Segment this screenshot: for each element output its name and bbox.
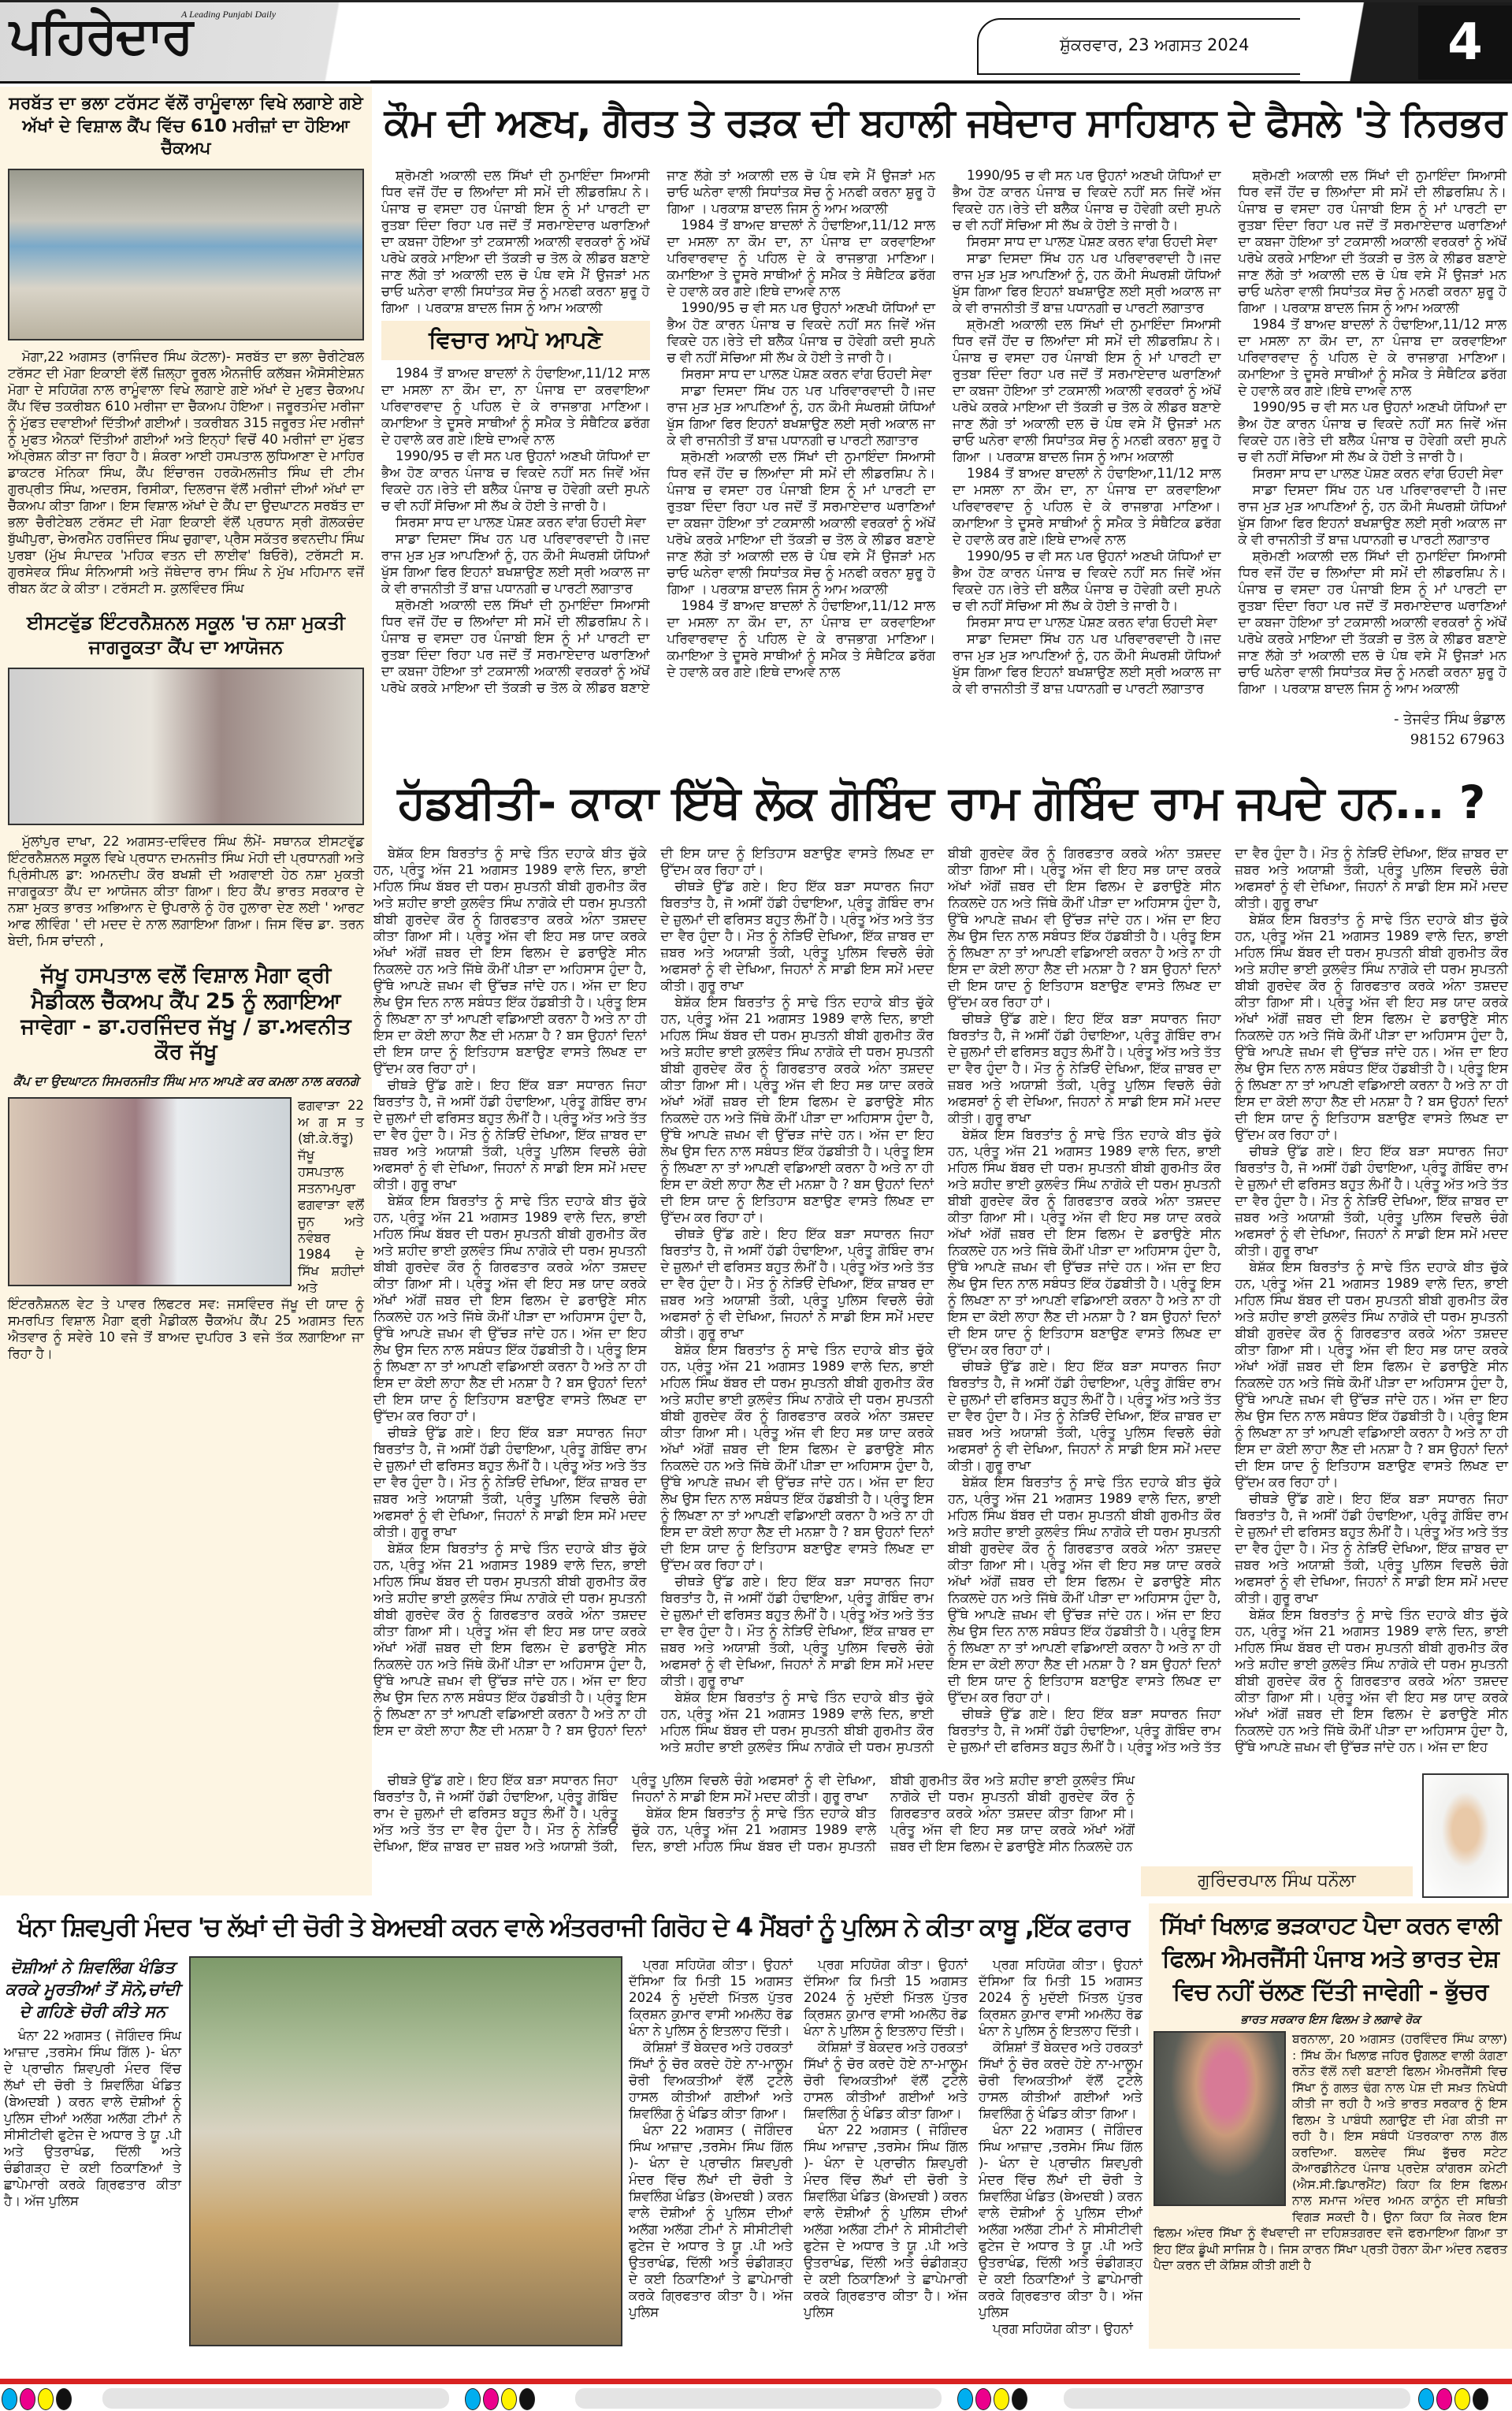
article-paragraph-continued: ਬੇਸ਼ੱਕ ਇਸ ਬਿਰਤਾਂਤ ਨੂੰ ਸਾਢੇ ਤਿੰਨ ਦਹਾਕੇ ਬੀਤ ਚੁੱਕੇ ਹਨ, ਪ੍ਰੰਤੂ ਅੱਜ 21 ਅਗਸਤ 1989 ਵਾਲੇ ਦਿਨ, ਭਾਈ ਮਹਿਲ ਸਿੰਘ ਬੱਬਰ ਦੀ ਧਰਮ ਸੁਪਤਨੀ ਬੀਬੀ ਗੁਰਮੀਤ ਕੌਰ ਅਤੇ ਸ਼ਹੀਦ ਭਾਈ ਕੁਲਵੰਤ ਸਿੰਘ ਨਾਗੋਕੇ ਦੀ ਧਰਮ ਸੁਪਤਨੀ ਬੀਬੀ ਗੁਰਦੇਵ ਕੌਰ ਨੂੰ ਗਿਰਫਤਾਰ ਕਰਕੇ ਅੰਨਾ ਤਸ਼ਦਦ ਕੀਤਾ ਗਿਆ ਸੀ। ਪ੍ਰੰਤੂ ਅੱਜ ਵੀ ਇਹ ਸਭ ਯਾਦ ਕਰਕੇ ਅੱਖਾਂ ਅੱਗੋਂ ਜ਼ਬਰ ਦੀ ਇਸ ਫਿਲਮ ਦੇ ਡਰਾਉਣੇ ਸੀਨ ਨਿਕਲਦੇ ਹਨ ਅਤੇ ਜਿੱਥੇ ਕੌਮੀਂ ਪੀੜਾ ਦਾ ਅਹਿਸਾਸ ਹੁੰਦਾ ਹੈ, ਉੱਥੇ ਆਪਣੇ ਜ਼ਖਮ ਵੀ ਉੱਚੜ ਜਾਂਦੇ ਹਨ। ਅੱਜ ਦਾ ਇਹ	[1235, 1607, 1508, 1754]
feature-article-body	[373, 845, 1508, 1765]
article-paragraph: ਚੀਥੜੇ ਉੱਡ ਗਏ। ਇਹ ਇੱਕ ਬੜਾ ਸਧਾਰਨ ਜਿਹਾ ਬਿਰਤਾਂਤ ਹੈ, ਜੋ ਅਸੀਂ ਹੱਡੀ ਹੰਢਾਇਆ, ਪ੍ਰੰਤੂ ਗੋਬਿੰਦ ਰਾਮ ਦੇ ਜ਼ੁਲਮਾਂ ਦੀ ਫਰਿਸਤ ਬਹੁਤ ਲੰਮੀਂ ਹੈ। ਪ੍ਰੰਤੂ ਅੱਤ ਅਤੇ ਤੱਤ ਦਾ ਵੈਰ ਹੁੰਦਾ ਹੈ। ਮੌਤ ਨੂੰ ਨੇੜਿਓਂ ਦੇਖਿਆ, ਇੱਕ ਜ਼ਾਬਰ ਦਾ ਜ਼ਬਰ ਅਤੇ ਅਯਾਸ਼ੀ ਤੱਕੀ, ਪ੍ਰੰਤੂ ਪੁਲਿਸ ਵਿਚਲੇ ਚੰਗੇ ਅਫਸਰਾਂ ਨੂੰ ਵੀ ਦੇਖਿਆ, ਜਿਹਨਾਂ ਨੇ ਸਾਡੀ ਇਸ ਸਮੇਂ ਮਦਦ ਕੀਤੀ। ਗੁਰੂ ਰਾਖਾ	[1235, 1491, 1508, 1605]
article-paragraph: ਸਾਡਾ ਦਿਸਦਾ ਸਿੱਖ ਹਨ ਪਰ ਪਰਿਵਾਰਵਾਦੀ ਹੈ।ਜਦ ਰਾਜ ਮੁੜ ਮੁੜ ਆਪਣਿਆਂ ਨੂੰ, ਹਨ ਕੌਮੀ ਸੰਘਰਸ਼ੀ ਯੋਧਿਆਂ ਖੁੱਸ ਗਿਆ ਫਿਰ ਇਹਨਾਂ ਬਖਸ਼ਾਉਣ ਲਈ ਸ੍ਰੀ ਅਕਾਲ ਜਾ ਕੇ ਵੀ ਰਾਜਨੀਤੀ ਤੋਂ ਬਾਜ਼ ਪਧਾਨਗੀ ਚ ਪਾਰਟੀ ਲਗਾਤਾਰ	[381, 531, 650, 596]
registration-mark	[957, 2388, 1027, 2410]
eye-camp-headline: ਸਰਬੱਤ ਦਾ ਭਲਾ ਟਰੱਸਟ ਵੱਲੋਂ ਰਾਮੂੰਵਾਲਾ ਵਿਖੇ ਲਗਾਏ ਗਏ ਅੱਖਾਂ ਦੇ ਵਿਸ਼ਾਲ ਕੈਂਪ ਵਿੱਚ 610 ਮਰੀਜ਼ਾਂ ਦਾ ਹੋਇਆ ਚੈੱਕਅਪ	[9, 94, 363, 159]
lead-headline: ਕੌਮ ਦੀ ਅਣਖ, ਗੈਰਤ ਤੇ ਰੜਕ ਦੀ ਬਹਾਲੀ ਜਥੇਦਾਰ ਸਾਹਿਬਾਨ ਦੇ ਫੈਸਲੇ 'ਤੇ ਨਿਰਭਰ	[384, 100, 1506, 145]
article-paragraph: ਕੋਸ਼ਿਸ਼ਾਂ ਤੋਂ ਬੇਕਦਰ ਅਤੇ ਹਰਕਤਾਂ ਸਿੱਖਾਂ ਨੂੰ ਚੋਰ ਕਰਦੇ ਹੋਏ ਨਾ-ਮਾਲੂਮ ਚੋਰੀ ਵਿਅਕਤੀਆਂ ਵੱਲੋਂ ਟੁਟੇਲੇ ਹਾਸਲ ਕੀਤੀਆਂ ਗਈਆਂ ਅਤੇ ਸ਼ਿਵਲਿੰਗ ਨੂੰ ਖੰਡਿਤ ਕੀਤਾ ਗਿਆ।	[804, 2040, 968, 2121]
print-bar	[1064, 2388, 1410, 2409]
article-paragraph-continued: ਪ੍ਰਗ ਸਹਿਯੋਗ ਕੀਤਾ। ਉਹਨਾਂ	[993, 2321, 1133, 2336]
bhuchar-photo	[1154, 2031, 1286, 2206]
logo-panel	[0, 2, 370, 81]
emergency-headline: ਸਿੱਖਾਂ ਖਿਲਾਫ਼ ਭੜਕਾਹਟ ਪੈਦਾ ਕਰਨ ਵਾਲੀ ਫਿਲਮ ਐਮਰਜੈਂਸੀ ਪੰਜਾਬ ਅਤੇ ਭਾਰਤ ਦੇਸ਼ ਵਿਚ ਨਹੀਂ ਚੱਲਣ ਦਿੱਤੀ ਜਾਵੇਗੀ - ਭੁੱਚਰ	[1160, 1912, 1501, 2006]
article-paragraph: 1990/95 ਚ ਵੀ ਸਨ ਪਰ ਉਹਨਾਂ ਅਣਖੀ ਯੋਧਿਆਂ ਦਾ ਭੈਅ ਹੋਣ ਕਾਰਨ ਪੰਜਾਬ ਚ ਵਿਕਦੇ ਨਹੀਂ ਸਨ ਜਿਵੇਂ ਅੱਜ ਵਿਕਦੇ ਹਨ।ਰੇਤੇ ਦੀ ਬਲੈਕ ਪੰਜਾਬ ਚ ਹੋਵੇਗੀ ਕਦੀ ਸੁਪਨੇ ਚ ਵੀ ਨਹੀਂ ਸੋਚਿਆ ਸੀ ਲੱਖ ਕੇ ਹੋਈ ਤੇ ਜਾਰੀ ਹੈ।	[953, 549, 1221, 613]
article-paragraph: ਸ਼੍ਰੋਮਣੀ ਅਕਾਲੀ ਦਲ ਸਿੱਖਾਂ ਦੀ ਨੁਮਾਇੰਦਾ ਸਿਆਸੀ ਧਿਰ ਵਜੋਂ ਹੋਂਦ ਚ ਲਿਆਂਦਾ ਸੀ ਸਮੇਂ ਦੀ ਲੀਡਰਸ਼ਿਪ ਨੇ।ਪੰਜਾਬ ਚ ਵਸਦਾ ਹਰ ਪੰਜਾਬੀ ਇਸ ਨੂੰ ਮਾਂ ਪਾਰਟੀ ਦਾ ਰੁਤਬਾ ਦਿੰਦਾ ਰਿਹਾ ਪਰ ਜਦੋਂ ਤੋਂ ਸਰਮਾਏਦਾਰ ਘਰਾਣਿਆਂ ਦਾ ਕਬਜਾ ਹੋਇਆ ਤਾਂ ਟਕਸਾਲੀ ਅਕਾਲੀ ਵਰਕਰਾਂ ਨੂੰ ਅੱਖੋਂ ਪਰੋਖੇ ਕਰਕੇ ਮਾਇਆ ਦੀ ਤੱਕੜੀ ਚ ਤੋਲ ਕੇ ਲੀਡਰ ਬਣਾਏ ਜਾਣ ਲੱਗੇ ਤਾਂ ਅਕਾਲੀ ਦਲ ਚੋ ਪੰਥ ਵਸੇ ਮੈਂ ਉਜੜਾਂ ਮਨ ਚਾਓ ਘਨੇਰਾ ਵਾਲੀ ਸਿਧਾਂਤਕ ਸੋਚ ਨੂੰ ਮਨਫੀ ਕਰਨਾ ਸ਼ੁਰੂ ਹੋ ਗਿਆ । ਪਰਕਾਸ਼ ਬਾਦਲ ਜਿਸ ਨੂੰ ਆਮ ਅਕਾਲੀ	[381, 168, 935, 695]
bottom-article-body	[629, 1956, 1142, 2349]
article-paragraph: ਬੇਸ਼ੱਕ ਇਸ ਬਿਰਤਾਂਤ ਨੂੰ ਸਾਢੇ ਤਿੰਨ ਦਹਾਕੇ ਬੀਤ ਚੁੱਕੇ ਹਨ, ਪ੍ਰੰਤੂ ਅੱਜ 21 ਅਗਸਤ 1989 ਵਾਲੇ ਦਿਨ, ਭਾਈ ਮਹਿਲ ਸਿੰਘ ਬੱਬਰ ਦੀ ਧਰਮ ਸੁਪਤਨੀ ਬੀਬੀ ਗੁਰਮੀਤ ਕੌਰ ਅਤੇ ਸ਼ਹੀਦ ਭਾਈ ਕੁਲਵੰਤ ਸਿੰਘ ਨਾਗੋਕੇ ਦੀ ਧਰਮ ਸੁਪਤਨੀ ਬੀਬੀ ਗੁਰਦੇਵ ਕੌਰ ਨੂੰ ਗਿਰਫਤਾਰ ਕਰਕੇ ਅੰਨਾ ਤਸ਼ਦਦ ਕੀਤਾ ਗਿਆ ਸੀ। ਪ੍ਰੰਤੂ ਅੱਜ ਵੀ ਇਹ ਸਭ ਯਾਦ ਕਰਕੇ ਅੱਖਾਂ ਅੱਗੋਂ ਜ਼ਬਰ ਦੀ ਇਸ ਫਿਲਮ ਦੇ ਡਰਾਉਣੇ ਸੀਨ ਨਿਕਲਦੇ ਹਨ ਅਤੇ ਜਿੱਥੇ ਕੌਮੀਂ ਪੀੜਾ ਦਾ ਅਹਿਸਾਸ ਹੁੰਦਾ ਹੈ, ਉੱਥੇ ਆਪਣੇ ਜ਼ਖਮ ਵੀ ਉੱਚੜ ਜਾਂਦੇ ਹਨ। ਅੱਜ ਦਾ ਇਹ ਲੇਖ ਉਸ ਦਿਨ ਨਾਲ ਸਬੰਧਤ ਇੱਕ ਹੱਡਬੀਤੀ ਹੈ। ਪ੍ਰੰਤੂ ਇਸ ਨੂੰ ਲਿਖਣਾ ਨਾ ਤਾਂ ਆਪਣੀ ਵਡਿਆਈ ਕਰਨਾ ਹੈ ਅਤੇ ਨਾ ਹੀ ਇਸ ਦਾ ਕੋਈ ਲਾਹਾ ਲੈਣ ਦੀ ਮਨਸ਼ਾ ਹੈ ? ਬਸ ਉਹਨਾਂ ਦਿਨਾਂ ਦੀ ਇਸ ਯਾਦ ਨੂੰ ਇਤਿਹਾਸ ਬਣਾਉਣ ਵਾਸਤੇ ਲਿਖਣ ਦਾ ਉੱਦਮ ਕਰ ਰਿਹਾ ਹਾਂ।	[1235, 1259, 1508, 1490]
article-paragraph: ਖੰਨਾ 22 ਅਗਸਤ ( ਜੋਗਿੰਦਰ ਸਿੰਘ ਆਜ਼ਾਦ ,ਤਰਸੇਮ ਸਿੰਘ ਗਿੱਲ )- ਖੰਨਾ ਦੇ ਪ੍ਰਾਚੀਨ ਸ਼ਿਵਪੁਰੀ ਮੰਦਰ ਵਿੱਚ ਲੱਖਾਂ ਦੀ ਚੋਰੀ ਤੇ ਸ਼ਿਵਲਿੰਗ ਖੰਡਿਤ (ਬੇਅਦਬੀ ) ਕਰਨ ਵਾਲੇ ਦੋਸ਼ੀਆਂ ਨੂੰ ਪੁਲਿਸ ਦੀਆਂ ਅਲੱਗ ਅਲੱਗ ਟੀਮਾਂ ਨੇ ਸੀਸੀਟੀਵੀ ਫੁਟੇਜ ਦੇ ਅਧਾਰ ਤੇ ਯੂ .ਪੀ ਅਤੇ ਉਤਰਾਖੰਡ, ਦਿੱਲੀ ਅਤੇ ਚੰਡੀਗੜ੍ਹ ਦੇ ਕਈ ਠਿਕਾਣਿਆਂ ਤੇ ਛਾਪੇਮਾਰੀ ਕਰਕੇ ਗ੍ਰਿਫਤਾਰ ਕੀਤਾ ਹੈ। ਅੱਜ ਪੁਲਿਸ	[979, 2123, 1142, 2320]
article-paragraph: ਮੁੱਲਾਂਪੁਰ ਦਾਖਾ, 22 ਅਗਸਤ-ਦਵਿੰਦਰ ਸਿੰਘ ਲੰਮੇਂ- ਸਥਾਨਕ ਈਸਟਵੁੱਡ ਇੰਟਰਨੈਸ਼ਨਲ ਸਕੂਲ ਵਿਖੇ ਪ੍ਰਧਾਨ ਦਮਨਜੀਤ ਸਿੰਘ ਮੋਹੀ ਦੀ ਪ੍ਰਧਾਨਗੀ ਅਤੇ ਪ੍ਰਿੰਸੀਪਲ ਡਾ: ਅਮਨਦੀਪ ਕੌਰ ਬਖਸ਼ੀ ਦੀ ਅਗਵਾਈ ਹੇਠ ਨਸ਼ਾ ਮੁਕਤੀ ਜਾਗਰੂਕਤਾ ਕੈਂਪ ਦਾ ਆਯੋਜਨ ਕੀਤਾ ਗਿਆ। ਇਹ ਕੈਂਪ ਭਾਰਤ ਸਰਕਾਰ ਦੇ ਨਸ਼ਾ ਮੁਕਤ ਭਾਰਤ ਅਭਿਆਨ ਦੇ ਉਪਰਾਲੇ ਨੂੰ ਹੋਰ ਹੁਲਾਰਾ ਦੇਣ ਲਈ ' ਆਰਟ ਆਫ ਲੀਵਿੰਗ ' ਦੀ ਮਦਦ ਦੇ ਨਾਲ ਲਗਾਇਆ ਗਿਆ। ਜਿਸ ਵਿੱਚ ਡਾ. ਤਰਨ ਬੇਦੀ, ਮਿਸ ਚਾਂਦਨੀ ,	[8, 834, 364, 949]
article-paragraph: ਸ਼੍ਰੋਮਣੀ ਅਕਾਲੀ ਦਲ ਸਿੱਖਾਂ ਦੀ ਨੁਮਾਇੰਦਾ ਸਿਆਸੀ ਧਿਰ ਵਜੋਂ ਹੋਂਦ ਚ ਲਿਆਂਦਾ ਸੀ ਸਮੇਂ ਦੀ ਲੀਡਰਸ਼ਿਪ ਨੇ।ਪੰਜਾਬ ਚ ਵਸਦਾ ਹਰ ਪੰਜਾਬੀ ਇਸ ਨੂੰ ਮਾਂ ਪਾਰਟੀ ਦਾ ਰੁਤਬਾ ਦਿੰਦਾ ਰਿਹਾ ਪਰ ਜਦੋਂ ਤੋਂ ਸਰਮਾਏਦਾਰ ਘਰਾਣਿਆਂ ਦਾ ਕਬਜਾ ਹੋਇਆ ਤਾਂ ਟਕਸਾਲੀ ਅਕਾਲੀ ਵਰਕਰਾਂ ਨੂੰ ਅੱਖੋਂ ਪਰੋਖੇ ਕਰਕੇ ਮਾਇਆ ਦੀ ਤੱਕੜੀ ਚ ਤੋਲ ਕੇ ਲੀਡਰ ਬਣਾਏ ਜਾਣ ਲੱਗੇ ਤਾਂ ਅਕਾਲੀ ਦਲ ਚੋ ਪੰਥ ਵਸੇ ਮੈਂ ਉਜੜਾਂ ਮਨ ਚਾਓ ਘਨੇਰਾ ਵਾਲੀ ਸਿਧਾਂਤਕ ਸੋਚ ਨੂੰ ਮਨਫੀ ਕਰਨਾ ਸ਼ੁਰੂ ਹੋ ਗਿਆ । ਪਰਕਾਸ਼ ਬਾਦਲ ਜਿਸ ਨੂੰ ਆਮ ਅਕਾਲੀ	[667, 449, 935, 597]
registration-mark	[1418, 2388, 1488, 2410]
issue-date: ਸ਼ੁੱਕਰਵਾਰ, 23 ਅਗਸਤ 2024	[1060, 35, 1250, 54]
article-paragraph: ਸਿਰਸਾ ਸਾਧ ਦਾ ਪਾਲਣ ਪੋਸ਼ਣ ਕਰਨ ਵਾਂਗ ਓਹਦੀ ਸੇਵਾ	[1252, 466, 1503, 481]
article-paragraph: ਚੀਥੜੇ ਉੱਡ ਗਏ। ਇਹ ਇੱਕ ਬੜਾ ਸਧਾਰਨ ਜਿਹਾ ਬਿਰਤਾਂਤ ਹੈ, ਜੋ ਅਸੀਂ ਹੱਡੀ ਹੰਢਾਇਆ, ਪ੍ਰੰਤੂ ਗੋਬਿੰਦ ਰਾਮ ਦੇ ਜ਼ੁਲਮਾਂ ਦੀ ਫਰਿਸਤ ਬਹੁਤ ਲੰਮੀਂ ਹੈ। ਪ੍ਰੰਤੂ ਅੱਤ ਅਤੇ ਤੱਤ ਦਾ ਵੈਰ ਹੁੰਦਾ ਹੈ। ਮੌਤ ਨੂੰ ਨੇੜਿਓਂ ਦੇਖਿਆ, ਇੱਕ ਜ਼ਾਬਰ ਦਾ ਜ਼ਬਰ ਅਤੇ ਅਯਾਸ਼ੀ ਤੱਕੀ, ਪ੍ਰੰਤੂ ਪੁਲਿਸ ਵਿਚਲੇ ਚੰਗੇ ਅਫਸਰਾਂ ਨੂੰ ਵੀ ਦੇਖਿਆ, ਜਿਹਨਾਂ ਨੇ ਸਾਡੀ ਇਸ ਸਮੇਂ ਮਦਦ ਕੀਤੀ। ਗੁਰੂ ਰਾਖਾ	[660, 1226, 934, 1341]
article-paragraph: ਸ਼੍ਰੋਮਣੀ ਅਕਾਲੀ ਦਲ ਸਿੱਖਾਂ ਦੀ ਨੁਮਾਇੰਦਾ ਸਿਆਸੀ ਧਿਰ ਵਜੋਂ ਹੋਂਦ ਚ ਲਿਆਂਦਾ ਸੀ ਸਮੇਂ ਦੀ ਲੀਡਰਸ਼ਿਪ ਨੇ।ਪੰਜਾਬ ਚ ਵਸਦਾ ਹਰ ਪੰਜਾਬੀ ਇਸ ਨੂੰ ਮਾਂ ਪਾਰਟੀ ਦਾ ਰੁਤਬਾ ਦਿੰਦਾ ਰਿਹਾ ਪਰ ਜਦੋਂ ਤੋਂ ਸਰਮਾਏਦਾਰ ਘਰਾਣਿਆਂ ਦਾ ਕਬਜਾ ਹੋਇਆ ਤਾਂ ਟਕਸਾਲੀ ਅਕਾਲੀ ਵਰਕਰਾਂ ਨੂੰ ਅੱਖੋਂ ਪਰੋਖੇ ਕਰਕੇ ਮਾਇਆ ਦੀ ਤੱਕੜੀ ਚ ਤੋਲ ਕੇ ਲੀਡਰ ਬਣਾਏ ਜਾਣ ਲੱਗੇ ਤਾਂ ਅਕਾਲੀ ਦਲ ਚੋ ਪੰਥ ਵਸੇ ਮੈਂ ਉਜੜਾਂ ਮਨ ਚਾਓ ਘਨੇਰਾ ਵਾਲੀ ਸਿਧਾਂਤਕ ਸੋਚ ਨੂੰ ਮਨਫੀ ਕਰਨਾ ਸ਼ੁਰੂ ਹੋ ਗਿਆ । ਪਰਕਾਸ਼ ਬਾਦਲ ਜਿਸ ਨੂੰ ਆਮ ਅਕਾਲੀ	[953, 317, 1221, 464]
footer-rule	[0, 2379, 1512, 2384]
article-paragraph: ਸਿਰਸਾ ਸਾਧ ਦਾ ਪਾਲਣ ਪੋਸ਼ਣ ਕਰਨ ਵਾਂਗ ਓਹਦੀ ਸੇਵਾ	[967, 234, 1217, 249]
eye-camp-article-body	[8, 348, 364, 597]
article-paragraph: ਸ਼੍ਰੋਮਣੀ ਅਕਾਲੀ ਦਲ ਸਿੱਖਾਂ ਦੀ ਨੁਮਾਇੰਦਾ ਸਿਆਸੀ ਧਿਰ ਵਜੋਂ ਹੋਂਦ ਚ ਲਿਆਂਦਾ ਸੀ ਸਮੇਂ ਦੀ ਲੀਡਰਸ਼ਿਪ ਨੇ।ਪੰਜਾਬ ਚ ਵਸਦਾ ਹਰ ਪੰਜਾਬੀ ਇਸ ਨੂੰ ਮਾਂ ਪਾਰਟੀ ਦਾ ਰੁਤਬਾ ਦਿੰਦਾ ਰਿਹਾ ਪਰ ਜਦੋਂ ਤੋਂ ਸਰਮਾਏਦਾਰ ਘਰਾਣਿਆਂ ਦਾ ਕਬਜਾ ਹੋਇਆ ਤਾਂ ਟਕਸਾਲੀ ਅਕਾਲੀ ਵਰਕਰਾਂ ਨੂੰ ਅੱਖੋਂ ਪਰੋਖੇ ਕਰਕੇ ਮਾਇਆ ਦੀ ਤੱਕੜੀ ਚ ਤੋਲ ਕੇ ਲੀਡਰ ਬਣਾਏ ਜਾਣ ਲੱਗੇ ਤਾਂ ਅਕਾਲੀ ਦਲ ਚੋ ਪੰਥ ਵਸੇ ਮੈਂ ਉਜੜਾਂ ਮਨ ਚਾਓ ਘਨੇਰਾ ਵਾਲੀ ਸਿਧਾਂਤਕ ਸੋਚ ਨੂੰ ਮਨਫੀ ਕਰਨਾ ਸ਼ੁਰੂ ਹੋ ਗਿਆ । ਪਰਕਾਸ਼ ਬਾਦਲ ਜਿਸ ਨੂੰ ਆਮ ਅਕਾਲੀ	[1238, 549, 1506, 696]
article-paragraph: 1990/95 ਚ ਵੀ ਸਨ ਪਰ ਉਹਨਾਂ ਅਣਖੀ ਯੋਧਿਆਂ ਦਾ ਭੈਅ ਹੋਣ ਕਾਰਨ ਪੰਜਾਬ ਚ ਵਿਕਦੇ ਨਹੀਂ ਸਨ ਜਿਵੇਂ ਅੱਜ ਵਿਕਦੇ ਹਨ।ਰੇਤੇ ਦੀ ਬਲੈਕ ਪੰਜਾਬ ਚ ਹੋਵੇਗੀ ਕਦੀ ਸੁਪਨੇ ਚ ਵੀ ਨਹੀਂ ਸੋਚਿਆ ਸੀ ਲੱਖ ਕੇ ਹੋਈ ਤੇ ਜਾਰੀ ਹੈ।	[667, 300, 935, 365]
article-paragraph: 1990/95 ਚ ਵੀ ਸਨ ਪਰ ਉਹਨਾਂ ਅਣਖੀ ਯੋਧਿਆਂ ਦਾ ਭੈਅ ਹੋਣ ਕਾਰਨ ਪੰਜਾਬ ਚ ਵਿਕਦੇ ਨਹੀਂ ਸਨ ਜਿਵੇਂ ਅੱਜ ਵਿਕਦੇ ਹਨ।ਰੇਤੇ ਦੀ ਬਲੈਕ ਪੰਜਾਬ ਚ ਹੋਵੇਗੀ ਕਦੀ ਸੁਪਨੇ ਚ ਵੀ ਨਹੀਂ ਸੋਚਿਆ ਸੀ ਲੱਖ ਕੇ ਹੋਈ ਤੇ ਜਾਰੀ ਹੈ।	[1238, 400, 1506, 464]
article-paragraph: ਖੰਨਾ 22 ਅਗਸਤ ( ਜੋਗਿੰਦਰ ਸਿੰਘ ਆਜ਼ਾਦ ,ਤਰਸੇਮ ਸਿੰਘ ਗਿੱਲ )- ਖੰਨਾ ਦੇ ਪ੍ਰਾਚੀਨ ਸ਼ਿਵਪੁਰੀ ਮੰਦਰ ਵਿੱਚ ਲੱਖਾਂ ਦੀ ਚੋਰੀ ਤੇ ਸ਼ਿਵਲਿੰਗ ਖੰਡਿਤ (ਬੇਅਦਬੀ ) ਕਰਨ ਵਾਲੇ ਦੋਸ਼ੀਆਂ ਨੂੰ ਪੁਲਿਸ ਦੀਆਂ ਅਲੱਗ ਅਲੱਗ ਟੀਮਾਂ ਨੇ ਸੀਸੀਟੀਵੀ ਫੁਟੇਜ ਦੇ ਅਧਾਰ ਤੇ ਯੂ .ਪੀ ਅਤੇ ਉਤਰਾਖੰਡ, ਦਿੱਲੀ ਅਤੇ ਚੰਡੀਗੜ੍ਹ ਦੇ ਕਈ ਠਿਕਾਣਿਆਂ ਤੇ ਛਾਪੇਮਾਰੀ ਕਰਕੇ ਗ੍ਰਿਫਤਾਰ ਕੀਤਾ ਹੈ। ਅੱਜ ਪੁਲਿਸ	[804, 2123, 968, 2320]
article-paragraph: ਸਾਡਾ ਦਿਸਦਾ ਸਿੱਖ ਹਨ ਪਰ ਪਰਿਵਾਰਵਾਦੀ ਹੈ।ਜਦ ਰਾਜ ਮੁੜ ਮੁੜ ਆਪਣਿਆਂ ਨੂੰ, ਹਨ ਕੌਮੀ ਸੰਘਰਸ਼ੀ ਯੋਧਿਆਂ ਖੁੱਸ ਗਿਆ ਫਿਰ ਇਹਨਾਂ ਬਖਸ਼ਾਉਣ ਲਈ ਸ੍ਰੀ ਅਕਾਲ ਜਾ ਕੇ ਵੀ ਰਾਜਨੀਤੀ ਤੋਂ ਬਾਜ਼ ਪਧਾਨਗੀ ਚ ਪਾਰਟੀ ਲਗਾਤਾਰ	[1238, 482, 1506, 547]
feature-headline: ਹੱਡਬੀਤੀ- ਕਾਕਾ ਇੱਥੇ ਲੋਕ ਗੋਬਿੰਦ ਰਾਮ ਗੋਬਿੰਦ ਰਾਮ ਜਪਦੇ ਹਨ... ?	[397, 776, 1485, 829]
article-paragraph: ਸਿਰਸਾ ਸਾਧ ਦਾ ਪਾਲਣ ਪੋਸ਼ਣ ਕਰਨ ਵਾਂਗ ਓਹਦੀ ਸੇਵਾ	[967, 615, 1217, 630]
article-paragraph-continued: ਬੇਸ਼ੱਕ ਇਸ ਬਿਰਤਾਂਤ ਨੂੰ ਸਾਢੇ ਤਿੰਨ ਦਹਾਕੇ ਬੀਤ ਚੁੱਕੇ ਹਨ, ਪ੍ਰੰਤੂ ਅੱਜ 21 ਅਗਸਤ 1989 ਵਾਲੇ ਦਿਨ, ਭਾਈ ਮਹਿਲ ਸਿੰਘ ਬੱਬਰ ਦੀ ਧਰਮ ਸੁਪਤਨੀ ਬੀਬੀ ਗੁਰਮੀਤ ਕੌਰ ਅਤੇ ਸ਼ਹੀਦ ਭਾਈ ਕੁਲਵੰਤ ਸਿੰਘ ਨਾਗੋਕੇ ਦੀ ਧਰਮ ਸੁਪਤਨੀ ਬੀਬੀ ਗੁਰਦੇਵ ਕੌਰ ਨੂੰ ਗਿਰਫਤਾਰ ਕਰਕੇ ਅੰਨਾ ਤਸ਼ਦਦ ਕੀਤਾ ਗਿਆ ਸੀ। ਪ੍ਰੰਤੂ ਅੱਜ ਵੀ ਇਹ ਸਭ ਯਾਦ ਕਰਕੇ ਅੱਖਾਂ ਅੱਗੋਂ ਜ਼ਬਰ ਦੀ ਇਸ ਫਿਲਮ ਦੇ ਡਰਾਉਣੇ ਸੀਨ ਨਿਕਲਦੇ ਹਨ	[632, 1773, 1135, 1854]
article-paragraph: ਬੇਸ਼ੱਕ ਇਸ ਬਿਰਤਾਂਤ ਨੂੰ ਸਾਢੇ ਤਿੰਨ ਦਹਾਕੇ ਬੀਤ ਚੁੱਕੇ ਹਨ, ਪ੍ਰੰਤੂ ਅੱਜ 21 ਅਗਸਤ 1989 ਵਾਲੇ ਦਿਨ, ਭਾਈ ਮਹਿਲ ਸਿੰਘ ਬੱਬਰ ਦੀ ਧਰਮ ਸੁਪਤਨੀ ਬੀਬੀ ਗੁਰਮੀਤ ਕੌਰ ਅਤੇ ਸ਼ਹੀਦ ਭਾਈ ਕੁਲਵੰਤ ਸਿੰਘ ਨਾਗੋਕੇ ਦੀ ਧਰਮ ਸੁਪਤਨੀ ਬੀਬੀ ਗੁਰਦੇਵ ਕੌਰ ਨੂੰ ਗਿਰਫਤਾਰ ਕਰਕੇ ਅੰਨਾ ਤਸ਼ਦਦ ਕੀਤਾ ਗਿਆ ਸੀ। ਪ੍ਰੰਤੂ ਅੱਜ ਵੀ ਇਹ ਸਭ ਯਾਦ ਕਰਕੇ ਅੱਖਾਂ ਅੱਗੋਂ ਜ਼ਬਰ ਦੀ ਇਸ ਫਿਲਮ ਦੇ ਡਰਾਉਣੇ ਸੀਨ ਨਿਕਲਦੇ ਹਨ ਅਤੇ ਜਿੱਥੇ ਕੌਮੀਂ ਪੀੜਾ ਦਾ ਅਹਿਸਾਸ ਹੁੰਦਾ ਹੈ, ਉੱਥੇ ਆਪਣੇ ਜ਼ਖਮ ਵੀ ਉੱਚੜ ਜਾਂਦੇ ਹਨ। ਅੱਜ ਦਾ ਇਹ ਲੇਖ ਉਸ ਦਿਨ ਨਾਲ ਸਬੰਧਤ ਇੱਕ ਹੱਡਬੀਤੀ ਹੈ। ਪ੍ਰੰਤੂ ਇਸ ਨੂੰ ਲਿਖਣਾ ਨਾ ਤਾਂ ਆਪਣੀ ਵਡਿਆਈ ਕਰਨਾ ਹੈ ਅਤੇ ਨਾ ਹੀ ਇਸ ਦਾ ਕੋਈ ਲਾਹਾ ਲੈਣ ਦੀ ਮਨਸ਼ਾ ਹੈ ? ਬਸ ਉਹਨਾਂ ਦਿਨਾਂ ਦੀ ਇਸ ਯਾਦ ਨੂੰ ਇਤਿਹਾਸ ਬਣਾਉਣ ਵਾਸਤੇ ਲਿਖਣ ਦਾ ਉੱਦਮ ਕਰ ਰਿਹਾ ਹਾਂ।	[373, 1193, 647, 1423]
article-paragraph: ਲਿਫਟਰ ਸਵ: ਜਸਵਿੰਦਰ ਜੱਖੂ ਦੀ ਯਾਦ ਨੂੰ ਸਮਰਪਿਤ ਵਿਸ਼ਾਲ ਮੈਗਾ ਫ੍ਰੀ ਮੈਡੀਕਲ ਚੈੱਕਅੱਪ ਕੈਂਪ 25 ਅਗਸਤ ਦਿਨ ਐਤਵਾਰ ਨੂੰ ਸਵੇਰੇ 10 ਵਜੇ ਤੋਂ ਬਾਅਦ ਦੁਪਹਿਰ 3 ਵਜੇ ਤੱਕ ਲਗਾਇਆ ਜਾ ਰਿਹਾ ਹੈ।	[8, 1296, 364, 1361]
left-column	[0, 87, 372, 1896]
school-article-body	[8, 833, 364, 949]
article-paragraph: ਚੀਥੜੇ ਉੱਡ ਗਏ। ਇਹ ਇੱਕ ਬੜਾ ਸਧਾਰਨ ਜਿਹਾ ਬਿਰਤਾਂਤ ਹੈ, ਜੋ ਅਸੀਂ ਹੱਡੀ ਹੰਢਾਇਆ, ਪ੍ਰੰਤੂ ਗੋਬਿੰਦ ਰਾਮ ਦੇ ਜ਼ੁਲਮਾਂ ਦੀ ਫਰਿਸਤ ਬਹੁਤ ਲੰਮੀਂ ਹੈ। ਪ੍ਰੰਤੂ ਅੱਤ ਅਤੇ ਤੱਤ ਦਾ ਵੈਰ ਹੁੰਦਾ ਹੈ। ਮੌਤ ਨੂੰ ਨੇੜਿਓਂ ਦੇਖਿਆ, ਇੱਕ ਜ਼ਾਬਰ ਦਾ ਜ਼ਬਰ ਅਤੇ ਅਯਾਸ਼ੀ ਤੱਕੀ, ਪ੍ਰੰਤੂ ਪੁਲਿਸ ਵਿਚਲੇ ਚੰਗੇ ਅਫਸਰਾਂ ਨੂੰ ਵੀ ਦੇਖਿਆ, ਜਿਹਨਾਂ ਨੇ ਸਾਡੀ ਇਸ ਸਮੇਂ ਮਦਦ ਕੀਤੀ। ਗੁਰੂ ਰਾਖਾ	[373, 1773, 876, 1854]
article-paragraph: ਖੰਨਾ 22 ਅਗਸਤ ( ਜੋਗਿੰਦਰ ਸਿੰਘ ਆਜ਼ਾਦ ,ਤਰਸੇਮ ਸਿੰਘ ਗਿੱਲ )- ਖੰਨਾ ਦੇ ਪ੍ਰਾਚੀਨ ਸ਼ਿਵਪੁਰੀ ਮੰਦਰ ਵਿੱਚ ਲੱਖਾਂ ਦੀ ਚੋਰੀ ਤੇ ਸ਼ਿਵਲਿੰਗ ਖੰਡਿਤ (ਬੇਅਦਬੀ ) ਕਰਨ ਵਾਲੇ ਦੋਸ਼ੀਆਂ ਨੂੰ ਪੁਲਿਸ ਦੀਆਂ ਅਲੱਗ ਅਲੱਗ ਟੀਮਾਂ ਨੇ ਸੀਸੀਟੀਵੀ ਫੁਟੇਜ ਦੇ ਅਧਾਰ ਤੇ ਯੂ .ਪੀ ਅਤੇ ਉਤਰਾਖੰਡ, ਦਿੱਲੀ ਅਤੇ ਚੰਡੀਗੜ੍ਹ ਦੇ ਕਈ ਠਿਕਾਣਿਆਂ ਤੇ ਛਾਪੇਮਾਰੀ ਕਰਕੇ ਗ੍ਰਿਫਤਾਰ ਕੀਤਾ ਹੈ। ਅੱਜ ਪੁਲਿਸ	[629, 2123, 793, 2320]
article-paragraph: ਬਰਨਾਲਾ, 20 ਅਗਸਤ (ਹਰਵਿੰਦਰ ਸਿੰਘ ਕਾਲਾ) : ਸਿੱਖ ਕੌਮ ਖਿਲਾਫ਼ ਜਹਿਰ ਉਗਲਣ ਵਾਲੀ ਕੰਗਣਾ ਰਨੌਤ ਵੱਲੋਂ ਨਵੀ ਬਣਾਈ ਫਿਲਮ ਐਮਰਜੈਂਸੀ ਵਿਚ ਸਿੱਖਾ ਨੂੰ ਗਲਤ ਢੰਗ ਨਾਲ ਪੇਸ਼ ਦੀ ਸਖ਼ਤ ਨਿਖੇਧੀ ਕੀਤੀ ਜਾ ਰਹੀ ਹੈ ਅਤੇ ਭਾਰਤ ਸਰਕਾਰ ਨੂੰ ਇਸ ਫਿਲਮ ਤੇ ਪਾਬੰਧੀ ਲਗਾਉਣ ਦੀ ਮੰਗ ਕੀਤੀ ਜਾ ਰਹੀ ਹੈ। ਇਸ ਸਬੰਧੀ ਪੱਤਰਕਾਰਾ ਨਾਲ ਗੱਲ ਕਰਦਿਆ. ਬਲਦੇਵ ਸਿੰਘ ਭੁੱਚਰ ਸਟੇਟ ਕੋਆਰਡੀਨੇਟਰ ਪੰਜਾਬ ਪ੍ਰਦੇਸ਼ ਕਾਂਗਰਸ ਕਮੇਟੀ (ਐਸ.ਸੀ.ਡਿਪਾਰਮੈਂਟ) ਕਿਹਾ ਕਿ ਇਸ ਫਿਲਮ ਨਾਲ ਸਮਾਜ ਅੰਦਰ ਅਮਨ ਕਾਨੂੰਨ ਦੀ ਸਥਿਤੀ ਵਿਗੜ ਸਕਦੀ ਹੈ। ਉਨਾ ਕਿਹਾ ਕਿ ਜੇਕਰ ਇਸ ਫਿਲਮ ਅੰਦਰ ਸਿੱਖਾ ਨੂੰ ਵੱਖਵਾਦੀ ਜਾ ਦਹਿਸ਼ਤਗਰਦ ਵਜੋ ਫਰਮਾਇਆ ਗਿਆ ਤਾ ਇਹ ਇੱਕ ਡੂੰਘੀ ਸਾਜਿਸ਼ ਹੈ। ਜਿਸ ਕਾਰਨ ਸਿੱਖਾ ਪ੍ਰਤੀ ਹੋਰਨਾ ਕੌਮਾ ਅੰਦਰ ਨਫਰਤ ਪੈਦਾ ਕਰਨ ਦੀ ਕੋਸ਼ਿਸ਼ ਕੀਤੀ ਗਈ ਹੈ	[1154, 2032, 1507, 2272]
article-paragraph: ਚੀਥੜੇ ਉੱਡ ਗਏ। ਇਹ ਇੱਕ ਬੜਾ ਸਧਾਰਨ ਜਿਹਾ ਬਿਰਤਾਂਤ ਹੈ, ਜੋ ਅਸੀਂ ਹੱਡੀ ਹੰਢਾਇਆ, ਪ੍ਰੰਤੂ ਗੋਬਿੰਦ ਰਾਮ ਦੇ ਜ਼ੁਲਮਾਂ ਦੀ ਫਰਿਸਤ ਬਹੁਤ ਲੰਮੀਂ ਹੈ। ਪ੍ਰੰਤੂ ਅੱਤ ਅਤੇ ਤੱਤ ਦਾ ਵੈਰ ਹੁੰਦਾ ਹੈ। ਮੌਤ ਨੂੰ ਨੇੜਿਓਂ ਦੇਖਿਆ, ਇੱਕ ਜ਼ਾਬਰ ਦਾ ਜ਼ਬਰ ਅਤੇ ਅਯਾਸ਼ੀ ਤੱਕੀ, ਪ੍ਰੰਤੂ ਪੁਲਿਸ ਵਿਚਲੇ ਚੰਗੇ ਅਫਸਰਾਂ ਨੂੰ ਵੀ ਦੇਖਿਆ, ਜਿਹਨਾਂ ਨੇ ਸਾਡੀ ਇਸ ਸਮੇਂ ਮਦਦ ਕੀਤੀ। ਗੁਰੂ ਰਾਖਾ	[948, 846, 1508, 1754]
doctors-photo	[8, 1097, 292, 1286]
article-paragraph: ਪ੍ਰਗ ਸਹਿਯੋਗ ਕੀਤਾ। ਉਹਨਾਂ ਦੱਸਿਆ ਕਿ ਮਿਤੀ 15 ਅਗਸਤ 2024 ਨੂੰ ਮੁਦੱਈ ਮਿੱਤਲ ਪੁੱਤਰ ਕ੍ਰਿਸ਼ਨ ਕੁਮਾਰ ਵਾਸੀ ਅਮਲੋਹ ਰੋਡ ਖੰਨਾ ਨੇ ਪੁਲਿਸ ਨੂੰ ਇਤਲਾਹ ਦਿੱਤੀ।	[979, 1957, 1142, 2038]
article-paragraph: ਕੋਸ਼ਿਸ਼ਾਂ ਤੋਂ ਬੇਕਦਰ ਅਤੇ ਹਰਕਤਾਂ ਸਿੱਖਾਂ ਨੂੰ ਚੋਰ ਕਰਦੇ ਹੋਏ ਨਾ-ਮਾਲੂਮ ਚੋਰੀ ਵਿਅਕਤੀਆਂ ਵੱਲੋਂ ਟੁਟੇਲੇ ਹਾਸਲ ਕੀਤੀਆਂ ਗਈਆਂ ਅਤੇ ਸ਼ਿਵਲਿੰਗ ਨੂੰ ਖੰਡਿਤ ਕੀਤਾ ਗਿਆ।	[979, 2040, 1142, 2121]
jakhu-article-body	[8, 1097, 364, 1362]
article-paragraph: ਬੇਸ਼ੱਕ ਇਸ ਬਿਰਤਾਂਤ ਨੂੰ ਸਾਢੇ ਤਿੰਨ ਦਹਾਕੇ ਬੀਤ ਚੁੱਕੇ ਹਨ, ਪ੍ਰੰਤੂ ਅੱਜ 21 ਅਗਸਤ 1989 ਵਾਲੇ ਦਿਨ, ਭਾਈ ਮਹਿਲ ਸਿੰਘ ਬੱਬਰ ਦੀ ਧਰਮ ਸੁਪਤਨੀ ਬੀਬੀ ਗੁਰਮੀਤ ਕੌਰ ਅਤੇ ਸ਼ਹੀਦ ਭਾਈ ਕੁਲਵੰਤ ਸਿੰਘ ਨਾਗੋਕੇ ਦੀ ਧਰਮ ਸੁਪਤਨੀ ਬੀਬੀ ਗੁਰਦੇਵ ਕੌਰ ਨੂੰ ਗਿਰਫਤਾਰ ਕਰਕੇ ਅੰਨਾ ਤਸ਼ਦਦ ਕੀਤਾ ਗਿਆ ਸੀ। ਪ੍ਰੰਤੂ ਅੱਜ ਵੀ ਇਹ ਸਭ ਯਾਦ ਕਰਕੇ ਅੱਖਾਂ ਅੱਗੋਂ ਜ਼ਬਰ ਦੀ ਇਸ ਫਿਲਮ ਦੇ ਡਰਾਉਣੇ ਸੀਨ ਨਿਕਲਦੇ ਹਨ ਅਤੇ ਜਿੱਥੇ ਕੌਮੀਂ ਪੀੜਾ ਦਾ ਅਹਿਸਾਸ ਹੁੰਦਾ ਹੈ, ਉੱਥੇ ਆਪਣੇ ਜ਼ਖਮ ਵੀ ਉੱਚੜ ਜਾਂਦੇ ਹਨ। ਅੱਜ ਦਾ ਇਹ ਲੇਖ ਉਸ ਦਿਨ ਨਾਲ ਸਬੰਧਤ ਇੱਕ ਹੱਡਬੀਤੀ ਹੈ। ਪ੍ਰੰਤੂ ਇਸ ਨੂੰ ਲਿਖਣਾ ਨਾ ਤਾਂ ਆਪਣੀ ਵਡਿਆਈ ਕਰਨਾ ਹੈ ਅਤੇ ਨਾ ਹੀ ਇਸ ਦਾ ਕੋਈ ਲਾਹਾ ਲੈਣ ਦੀ ਮਨਸ਼ਾ ਹੈ ? ਬਸ ਉਹਨਾਂ ਦਿਨਾਂ ਦੀ ਇਸ ਯਾਦ ਨੂੰ ਇਤਿਹਾਸ ਬਣਾਉਣ ਵਾਸਤੇ ਲਿਖਣ ਦਾ ਉੱਦਮ ਕਰ ਰਿਹਾ ਹਾਂ।	[660, 995, 934, 1225]
article-paragraph: ਸਾਡਾ ਦਿਸਦਾ ਸਿੱਖ ਹਨ ਪਰ ਪਰਿਵਾਰਵਾਦੀ ਹੈ।ਜਦ ਰਾਜ ਮੁੜ ਮੁੜ ਆਪਣਿਆਂ ਨੂੰ, ਹਨ ਕੌਮੀ ਸੰਘਰਸ਼ੀ ਯੋਧਿਆਂ ਖੁੱਸ ਗਿਆ ਫਿਰ ਇਹਨਾਂ ਬਖਸ਼ਾਉਣ ਲਈ ਸ੍ਰੀ ਅਕਾਲ ਜਾ ਕੇ ਵੀ ਰਾਜਨੀਤੀ ਤੋਂ ਬਾਜ਼ ਪਧਾਨਗੀ ਚ ਪਾਰਟੀ ਲਗਾਤਾਰ	[667, 383, 935, 448]
article-paragraph: ਬੇਸ਼ੱਕ ਇਸ ਬਿਰਤਾਂਤ ਨੂੰ ਸਾਢੇ ਤਿੰਨ ਦਹਾਕੇ ਬੀਤ ਚੁੱਕੇ ਹਨ, ਪ੍ਰੰਤੂ ਅੱਜ 21 ਅਗਸਤ 1989 ਵਾਲੇ ਦਿਨ, ਭਾਈ ਮਹਿਲ ਸਿੰਘ ਬੱਬਰ ਦੀ ਧਰਮ ਸੁਪਤਨੀ ਬੀਬੀ ਗੁਰਮੀਤ ਕੌਰ ਅਤੇ ਸ਼ਹੀਦ ਭਾਈ ਕੁਲਵੰਤ ਸਿੰਘ ਨਾਗੋਕੇ ਦੀ ਧਰਮ ਸੁਪਤਨੀ ਬੀਬੀ ਗੁਰਦੇਵ ਕੌਰ ਨੂੰ ਗਿਰਫਤਾਰ ਕਰਕੇ ਅੰਨਾ ਤਸ਼ਦਦ ਕੀਤਾ ਗਿਆ ਸੀ। ਪ੍ਰੰਤੂ ਅੱਜ ਵੀ ਇਹ ਸਭ ਯਾਦ ਕਰਕੇ ਅੱਖਾਂ ਅੱਗੋਂ ਜ਼ਬਰ ਦੀ ਇਸ ਫਿਲਮ ਦੇ ਡਰਾਉਣੇ ਸੀਨ ਨਿਕਲਦੇ ਹਨ ਅਤੇ ਜਿੱਥੇ ਕੌਮੀਂ ਪੀੜਾ ਦਾ ਅਹਿਸਾਸ ਹੁੰਦਾ ਹੈ, ਉੱਥੇ ਆਪਣੇ ਜ਼ਖਮ ਵੀ ਉੱਚੜ ਜਾਂਦੇ ਹਨ। ਅੱਜ ਦਾ ਇਹ ਲੇਖ ਉਸ ਦਿਨ ਨਾਲ ਸਬੰਧਤ ਇੱਕ ਹੱਡਬੀਤੀ ਹੈ। ਪ੍ਰੰਤੂ ਇਸ ਨੂੰ ਲਿਖਣਾ ਨਾ ਤਾਂ ਆਪਣੀ ਵਡਿਆਈ ਕਰਨਾ ਹੈ ਅਤੇ ਨਾ ਹੀ ਇਸ ਦਾ ਕੋਈ ਲਾਹਾ ਲੈਣ ਦੀ ਮਨਸ਼ਾ ਹੈ ? ਬਸ ਉਹਨਾਂ ਦਿਨਾਂ ਦੀ ਇਸ ਯਾਦ ਨੂੰ ਇਤਿਹਾਸ ਬਣਾਉਣ ਵਾਸਤੇ ਲਿਖਣ ਦਾ ਉੱਦਮ ਕਰ ਰਿਹਾ ਹਾਂ।	[373, 846, 934, 1738]
article-paragraph: ਚੀਥੜੇ ਉੱਡ ਗਏ। ਇਹ ਇੱਕ ਬੜਾ ਸਧਾਰਨ ਜਿਹਾ ਬਿਰਤਾਂਤ ਹੈ, ਜੋ ਅਸੀਂ ਹੱਡੀ ਹੰਢਾਇਆ, ਪ੍ਰੰਤੂ ਗੋਬਿੰਦ ਰਾਮ ਦੇ ਜ਼ੁਲਮਾਂ ਦੀ ਫਰਿਸਤ ਬਹੁਤ ਲੰਮੀਂ ਹੈ। ਪ੍ਰੰਤੂ ਅੱਤ ਅਤੇ ਤੱਤ ਦਾ ਵੈਰ ਹੁੰਦਾ ਹੈ। ਮੌਤ ਨੂੰ ਨੇੜਿਓਂ ਦੇਖਿਆ, ਇੱਕ ਜ਼ਾਬਰ ਦਾ ਜ਼ਬਰ ਅਤੇ ਅਯਾਸ਼ੀ ਤੱਕੀ, ਪ੍ਰੰਤੂ ਪੁਲਿਸ ਵਿਚਲੇ ਚੰਗੇ ਅਫਸਰਾਂ ਨੂੰ ਵੀ ਦੇਖਿਆ, ਜਿਹਨਾਂ ਨੇ ਸਾਡੀ ਇਸ ਸਮੇਂ ਮਦਦ ਕੀਤੀ। ਗੁਰੂ ਰਾਖਾ	[373, 1425, 647, 1539]
article-paragraph: ਚੀਥੜੇ ਉੱਡ ਗਏ। ਇਹ ਇੱਕ ਬੜਾ ਸਧਾਰਨ ਜਿਹਾ ਬਿਰਤਾਂਤ ਹੈ, ਜੋ ਅਸੀਂ ਹੱਡੀ ਹੰਢਾਇਆ, ਪ੍ਰੰਤੂ ਗੋਬਿੰਦ ਰਾਮ ਦੇ ਜ਼ੁਲਮਾਂ ਦੀ ਫਰਿਸਤ ਬਹੁਤ ਲੰਮੀਂ ਹੈ। ਪ੍ਰੰਤੂ ਅੱਤ ਅਤੇ ਤੱਤ ਦਾ ਵੈਰ ਹੁੰਦਾ ਹੈ। ਮੌਤ ਨੂੰ ਨੇੜਿਓਂ ਦੇਖਿਆ, ਇੱਕ ਜ਼ਾਬਰ ਦਾ ਜ਼ਬਰ ਅਤੇ ਅਯਾਸ਼ੀ ਤੱਕੀ, ਪ੍ਰੰਤੂ ਪੁਲਿਸ ਵਿਚਲੇ ਚੰਗੇ ਅਫਸਰਾਂ ਨੂੰ ਵੀ ਦੇਖਿਆ, ਜਿਹਨਾਂ ਨੇ ਸਾਡੀ ਇਸ ਸਮੇਂ ਮਦਦ ਕੀਤੀ। ਗੁਰੂ ਰਾਖਾ	[660, 879, 934, 993]
registration-mark	[2, 2388, 72, 2410]
feature-author: ਗੁਰਿੰਦਰਪਾਲ ਸਿੰਘ ਧਨੌਲਾ	[1141, 1866, 1413, 1896]
article-paragraph: ਪ੍ਰਗ ਸਹਿਯੋਗ ਕੀਤਾ। ਉਹਨਾਂ ਦੱਸਿਆ ਕਿ ਮਿਤੀ 15 ਅਗਸਤ 2024 ਨੂੰ ਮੁਦੱਈ ਮਿੱਤਲ ਪੁੱਤਰ ਕ੍ਰਿਸ਼ਨ ਕੁਮਾਰ ਵਾਸੀ ਅਮਲੋਹ ਰੋਡ ਖੰਨਾ ਨੇ ਪੁਲਿਸ ਨੂੰ ਇਤਲਾਹ ਦਿੱਤੀ।	[629, 1957, 793, 2038]
article-paragraph: ਸ਼੍ਰੋਮਣੀ ਅਕਾਲੀ ਦਲ ਸਿੱਖਾਂ ਦੀ ਨੁਮਾਇੰਦਾ ਸਿਆਸੀ ਧਿਰ ਵਜੋਂ ਹੋਂਦ ਚ ਲਿਆਂਦਾ ਸੀ ਸਮੇਂ ਦੀ ਲੀਡਰਸ਼ਿਪ ਨੇ।ਪੰਜਾਬ ਚ ਵਸਦਾ ਹਰ ਪੰਜਾਬੀ ਇਸ ਨੂੰ ਮਾਂ ਪਾਰਟੀ ਦਾ ਰੁਤਬਾ ਦਿੰਦਾ ਰਿਹਾ ਪਰ ਜਦੋਂ ਤੋਂ ਸਰਮਾਏਦਾਰ ਘਰਾਣਿਆਂ ਦਾ ਕਬਜਾ ਹੋਇਆ ਤਾਂ ਟਕਸਾਲੀ ਅਕਾਲੀ ਵਰਕਰਾਂ ਨੂੰ ਅੱਖੋਂ ਪਰੋਖੇ ਕਰਕੇ ਮਾਇਆ ਦੀ ਤੱਕੜੀ ਚ ਤੋਲ ਕੇ ਲੀਡਰ ਬਣਾਏ ਜਾਣ ਲੱਗੇ ਤਾਂ ਅਕਾਲੀ ਦਲ ਚੋ ਪੰਥ ਵਸੇ ਮੈਂ ਉਜੜਾਂ ਮਨ ਚਾਓ ਘਨੇਰਾ ਵਾਲੀ ਸਿਧਾਂਤਕ ਸੋਚ ਨੂੰ ਮਨਫੀ ਕਰਨਾ ਸ਼ੁਰੂ ਹੋ ਗਿਆ । ਪਰਕਾਸ਼ ਬਾਦਲ ਜਿਸ ਨੂੰ ਆਮ ਅਕਾਲੀ	[1238, 168, 1506, 315]
article-paragraph: ਬੇਸ਼ੱਕ ਇਸ ਬਿਰਤਾਂਤ ਨੂੰ ਸਾਢੇ ਤਿੰਨ ਦਹਾਕੇ ਬੀਤ ਚੁੱਕੇ ਹਨ, ਪ੍ਰੰਤੂ ਅੱਜ 21 ਅਗਸਤ 1989 ਵਾਲੇ ਦਿਨ, ਭਾਈ ਮਹਿਲ ਸਿੰਘ ਬੱਬਰ ਦੀ ਧਰਮ ਸੁਪਤਨੀ ਬੀਬੀ ਗੁਰਮੀਤ ਕੌਰ ਅਤੇ ਸ਼ਹੀਦ ਭਾਈ ਕੁਲਵੰਤ ਸਿੰਘ ਨਾਗੋਕੇ ਦੀ ਧਰਮ ਸੁਪਤਨੀ ਬੀਬੀ ਗੁਰਦੇਵ ਕੌਰ ਨੂੰ ਗਿਰਫਤਾਰ ਕਰਕੇ ਅੰਨਾ ਤਸ਼ਦਦ ਕੀਤਾ ਗਿਆ ਸੀ। ਪ੍ਰੰਤੂ ਅੱਜ ਵੀ ਇਹ ਸਭ ਯਾਦ ਕਰਕੇ ਅੱਖਾਂ ਅੱਗੋਂ ਜ਼ਬਰ ਦੀ ਇਸ ਫਿਲਮ ਦੇ ਡਰਾਉਣੇ ਸੀਨ ਨਿਕਲਦੇ ਹਨ ਅਤੇ ਜਿੱਥੇ ਕੌਮੀਂ ਪੀੜਾ ਦਾ ਅਹਿਸਾਸ ਹੁੰਦਾ ਹੈ, ਉੱਥੇ ਆਪਣੇ ਜ਼ਖਮ ਵੀ ਉੱਚੜ ਜਾਂਦੇ ਹਨ। ਅੱਜ ਦਾ ਇਹ ਲੇਖ ਉਸ ਦਿਨ ਨਾਲ ਸਬੰਧਤ ਇੱਕ ਹੱਡਬੀਤੀ ਹੈ। ਪ੍ਰੰਤੂ ਇਸ ਨੂੰ ਲਿਖਣਾ ਨਾ ਤਾਂ ਆਪਣੀ ਵਡਿਆਈ ਕਰਨਾ ਹੈ ਅਤੇ ਨਾ ਹੀ ਇਸ ਦਾ ਕੋਈ ਲਾਹਾ ਲੈਣ ਦੀ ਮਨਸ਼ਾ ਹੈ ? ਬਸ ਉਹਨਾਂ ਦਿਨਾਂ ਦੀ ਇਸ ਯਾਦ ਨੂੰ ਇਤਿਹਾਸ ਬਣਾਉਣ ਵਾਸਤੇ ਲਿਖਣ ਦਾ ਉੱਦਮ ਕਰ ਰਿਹਾ ਹਾਂ।	[373, 846, 647, 1076]
article-paragraph: ਪ੍ਰਗ ਸਹਿਯੋਗ ਕੀਤਾ। ਉਹਨਾਂ ਦੱਸਿਆ ਕਿ ਮਿਤੀ 15 ਅਗਸਤ 2024 ਨੂੰ ਮੁਦੱਈ ਮਿੱਤਲ ਪੁੱਤਰ ਕ੍ਰਿਸ਼ਨ ਕੁਮਾਰ ਵਾਸੀ ਅਮਲੋਹ ਰੋਡ ਖੰਨਾ ਨੇ ਪੁਲਿਸ ਨੂੰ ਇਤਲਾਹ ਦਿੱਤੀ।	[804, 1957, 968, 2038]
article-paragraph: ਬੇਸ਼ੱਕ ਇਸ ਬਿਰਤਾਂਤ ਨੂੰ ਸਾਢੇ ਤਿੰਨ ਦਹਾਕੇ ਬੀਤ ਚੁੱਕੇ ਹਨ, ਪ੍ਰੰਤੂ ਅੱਜ 21 ਅਗਸਤ 1989 ਵਾਲੇ ਦਿਨ, ਭਾਈ ਮਹਿਲ ਸਿੰਘ ਬੱਬਰ ਦੀ ਧਰਮ ਸੁਪਤਨੀ ਬੀਬੀ ਗੁਰਮੀਤ ਕੌਰ ਅਤੇ ਸ਼ਹੀਦ ਭਾਈ ਕੁਲਵੰਤ ਸਿੰਘ ਨਾਗੋਕੇ ਦੀ ਧਰਮ ਸੁਪਤਨੀ ਬੀਬੀ ਗੁਰਦੇਵ ਕੌਰ ਨੂੰ ਗਿਰਫਤਾਰ ਕਰਕੇ ਅੰਨਾ ਤਸ਼ਦਦ ਕੀਤਾ ਗਿਆ ਸੀ। ਪ੍ਰੰਤੂ ਅੱਜ ਵੀ ਇਹ ਸਭ ਯਾਦ ਕਰਕੇ ਅੱਖਾਂ ਅੱਗੋਂ ਜ਼ਬਰ ਦੀ ਇਸ ਫਿਲਮ ਦੇ ਡਰਾਉਣੇ ਸੀਨ ਨਿਕਲਦੇ ਹਨ ਅਤੇ ਜਿੱਥੇ ਕੌਮੀਂ ਪੀੜਾ ਦਾ ਅਹਿਸਾਸ ਹੁੰਦਾ ਹੈ, ਉੱਥੇ ਆਪਣੇ ਜ਼ਖਮ ਵੀ ਉੱਚੜ ਜਾਂਦੇ ਹਨ। ਅੱਜ ਦਾ ਇਹ ਲੇਖ ਉਸ ਦਿਨ ਨਾਲ ਸਬੰਧਤ ਇੱਕ ਹੱਡਬੀਤੀ ਹੈ। ਪ੍ਰੰਤੂ ਇਸ ਨੂੰ ਲਿਖਣਾ ਨਾ ਤਾਂ ਆਪਣੀ ਵਡਿਆਈ ਕਰਨਾ ਹੈ ਅਤੇ ਨਾ ਹੀ ਇਸ ਦਾ ਕੋਈ ਲਾਹਾ ਲੈਣ ਦੀ ਮਨਸ਼ਾ ਹੈ ? ਬਸ ਉਹਨਾਂ ਦਿਨਾਂ ਦੀ ਇਸ ਯਾਦ ਨੂੰ ਇਤਿਹਾਸ ਬਣਾਉਣ ਵਾਸਤੇ ਲਿਖਣ ਦਾ ਉੱਦਮ ਕਰ ਰਿਹਾ ਹਾਂ।	[660, 1342, 934, 1572]
article-paragraph: ਚੀਥੜੇ ਉੱਡ ਗਏ। ਇਹ ਇੱਕ ਬੜਾ ਸਧਾਰਨ ਜਿਹਾ ਬਿਰਤਾਂਤ ਹੈ, ਜੋ ਅਸੀਂ ਹੱਡੀ ਹੰਢਾਇਆ, ਪ੍ਰੰਤੂ ਗੋਬਿੰਦ ਰਾਮ ਦੇ ਜ਼ੁਲਮਾਂ ਦੀ ਫਰਿਸਤ ਬਹੁਤ ਲੰਮੀਂ ਹੈ। ਪ੍ਰੰਤੂ ਅੱਤ ਅਤੇ ਤੱਤ ਦਾ ਵੈਰ ਹੁੰਦਾ ਹੈ। ਮੌਤ ਨੂੰ ਨੇੜਿਓਂ ਦੇਖਿਆ, ਇੱਕ ਜ਼ਾਬਰ ਦਾ ਜ਼ਬਰ ਅਤੇ ਅਯਾਸ਼ੀ ਤੱਕੀ, ਪ੍ਰੰਤੂ ਪੁਲਿਸ ਵਿਚਲੇ ਚੰਗੇ ਅਫਸਰਾਂ ਨੂੰ ਵੀ ਦੇਖਿਆ, ਜਿਹਨਾਂ ਨੇ ਸਾਡੀ ਇਸ ਸਮੇਂ ਮਦਦ ਕੀਤੀ। ਗੁਰੂ ਰਾਖਾ	[948, 1359, 1221, 1473]
article-paragraph: ਬੇਸ਼ੱਕ ਇਸ ਬਿਰਤਾਂਤ ਨੂੰ ਸਾਢੇ ਤਿੰਨ ਦਹਾਕੇ ਬੀਤ ਚੁੱਕੇ ਹਨ, ਪ੍ਰੰਤੂ ਅੱਜ 21 ਅਗਸਤ 1989 ਵਾਲੇ ਦਿਨ, ਭਾਈ ਮਹਿਲ ਸਿੰਘ ਬੱਬਰ ਦੀ ਧਰਮ ਸੁਪਤਨੀ ਬੀਬੀ ਗੁਰਮੀਤ ਕੌਰ ਅਤੇ ਸ਼ਹੀਦ ਭਾਈ ਕੁਲਵੰਤ ਸਿੰਘ ਨਾਗੋਕੇ ਦੀ ਧਰਮ ਸੁਪਤਨੀ ਬੀਬੀ ਗੁਰਦੇਵ ਕੌਰ ਨੂੰ ਗਿਰਫਤਾਰ ਕਰਕੇ ਅੰਨਾ ਤਸ਼ਦਦ ਕੀਤਾ ਗਿਆ ਸੀ। ਪ੍ਰੰਤੂ ਅੱਜ ਵੀ ਇਹ ਸਭ ਯਾਦ ਕਰਕੇ ਅੱਖਾਂ ਅੱਗੋਂ ਜ਼ਬਰ ਦੀ ਇਸ ਫਿਲਮ ਦੇ ਡਰਾਉਣੇ ਸੀਨ ਨਿਕਲਦੇ ਹਨ ਅਤੇ ਜਿੱਥੇ ਕੌਮੀਂ ਪੀੜਾ ਦਾ ਅਹਿਸਾਸ ਹੁੰਦਾ ਹੈ, ਉੱਥੇ ਆਪਣੇ ਜ਼ਖਮ ਵੀ ਉੱਚੜ ਜਾਂਦੇ ਹਨ। ਅੱਜ ਦਾ ਇਹ ਲੇਖ ਉਸ ਦਿਨ ਨਾਲ ਸਬੰਧਤ ਇੱਕ ਹੱਡਬੀਤੀ ਹੈ। ਪ੍ਰੰਤੂ ਇਸ ਨੂੰ ਲਿਖਣਾ ਨਾ ਤਾਂ ਆਪਣੀ ਵਡਿਆਈ ਕਰਨਾ ਹੈ ਅਤੇ ਨਾ ਹੀ ਇਸ ਦਾ ਕੋਈ ਲਾਹਾ ਲੈਣ ਦੀ ਮਨਸ਼ਾ ਹੈ ? ਬਸ ਉਹਨਾਂ ਦਿਨਾਂ ਦੀ ਇਸ ਯਾਦ ਨੂੰ ਇਤਿਹਾਸ ਬਣਾਉਣ ਵਾਸਤੇ ਲਿਖਣ ਦਾ ਉੱਦਮ ਕਰ ਰਿਹਾ ਹਾਂ।	[660, 846, 1221, 1754]
article-paragraph: ਚੀਥੜੇ ਉੱਡ ਗਏ। ਇਹ ਇੱਕ ਬੜਾ ਸਧਾਰਨ ਜਿਹਾ ਬਿਰਤਾਂਤ ਹੈ, ਜੋ ਅਸੀਂ ਹੱਡੀ ਹੰਢਾਇਆ, ਪ੍ਰੰਤੂ ਗੋਬਿੰਦ ਰਾਮ ਦੇ ਜ਼ੁਲਮਾਂ ਦੀ ਫਰਿਸਤ ਬਹੁਤ ਲੰਮੀਂ ਹੈ। ਪ੍ਰੰਤੂ ਅੱਤ ਅਤੇ ਤੱਤ ਦਾ ਵੈਰ ਹੁੰਦਾ ਹੈ। ਮੌਤ ਨੂੰ ਨੇੜਿਓਂ ਦੇਖਿਆ, ਇੱਕ ਜ਼ਾਬਰ ਦਾ ਜ਼ਬਰ ਅਤੇ ਅਯਾਸ਼ੀ ਤੱਕੀ, ਪ੍ਰੰਤੂ ਪੁਲਿਸ ਵਿਚਲੇ ਚੰਗੇ ਅਫਸਰਾਂ ਨੂੰ ਵੀ ਦੇਖਿਆ, ਜਿਹਨਾਂ ਨੇ ਸਾਡੀ ਇਸ ਸਮੇਂ ਮਦਦ ਕੀਤੀ। ਗੁਰੂ ਰਾਖਾ	[1235, 1144, 1508, 1258]
jakhu-subhead: ਕੈਂਪ ਦਾ ਉਦਘਾਟਨ ਸਿਮਰਨਜੀਤ ਸਿੰਘ ਮਾਨ ਆਪਣੇ ਕਰ ਕਮਲਾ ਨਾਲ ਕਰਨਗੇ	[13, 1073, 359, 1088]
school-headline: ਈਸਟਵੁੱਡ ਇੰਟਰਨੈਸ਼ਨਲ ਸਕੂਲ 'ਚ ਨਸ਼ਾ ਮੁਕਤੀ ਜਾਗਰੂਕਤਾ ਕੈਂਪ ਦਾ ਆਯੋਜਨ	[26, 611, 346, 658]
feature-article-body-end	[373, 1772, 1135, 1862]
article-paragraph: 1990/95 ਚ ਵੀ ਸਨ ਪਰ ਉਹਨਾਂ ਅਣਖੀ ਯੋਧਿਆਂ ਦਾ ਭੈਅ ਹੋਣ ਕਾਰਨ ਪੰਜਾਬ ਚ ਵਿਕਦੇ ਨਹੀਂ ਸਨ ਜਿਵੇਂ ਅੱਜ ਵਿਕਦੇ ਹਨ।ਰੇਤੇ ਦੀ ਬਲੈਕ ਪੰਜਾਬ ਚ ਹੋਵੇਗੀ ਕਦੀ ਸੁਪਨੇ ਚ ਵੀ ਨਹੀਂ ਸੋਚਿਆ ਸੀ ਲੱਖ ਕੇ ਹੋਈ ਤੇ ਜਾਰੀ ਹੈ।	[381, 448, 650, 513]
police-photo	[189, 1956, 622, 2346]
article-paragraph: 1984 ਤੋਂ ਬਾਅਦ ਬਾਦਲਾਂ ਨੇ ਹੰਢਾਇਆ,11/12 ਸਾਲ ਦਾ ਮਸਲਾ ਨਾ ਕੌਮ ਦਾ, ਨਾ ਪੰਜਾਬ ਦਾ ਕਰਵਾਇਆ ਪਰਿਵਾਰਵਾਦ ਨੂੰ ਪਹਿਲ ਦੇ ਕੇ ਰਾਜਭਾਗ ਮਾਣਿਆ। ਕਮਾਇਆ ਤੇ ਦੂਸਰੇ ਸਾਥੀਆਂ ਨੂੰ ਸਮੈਕ ਤੇ ਸੰਥੈਟਿਕ ਡਰੱਗ ਦੇ ਹਵਾਲੇ ਕਰ ਗਏ।ਇਥੇ ਦਾਅਵੇ ਨਾਲ	[667, 218, 935, 299]
article-paragraph: 1984 ਤੋਂ ਬਾਅਦ ਬਾਦਲਾਂ ਨੇ ਹੰਢਾਇਆ,11/12 ਸਾਲ ਦਾ ਮਸਲਾ ਨਾ ਕੌਮ ਦਾ, ਨਾ ਪੰਜਾਬ ਦਾ ਕਰਵਾਇਆ ਪਰਿਵਾਰਵਾਦ ਨੂੰ ਪਹਿਲ ਦੇ ਕੇ ਰਾਜਭਾਗ ਮਾਣਿਆ। ਕਮਾਇਆ ਤੇ ਦੂਸਰੇ ਸਾਥੀਆਂ ਨੂੰ ਸਮੈਕ ਤੇ ਸੰਥੈਟਿਕ ਡਰੱਗ ਦੇ ਹਵਾਲੇ ਕਰ ਗਏ।ਇਥੇ ਦਾਅਵੇ ਨਾਲ	[1238, 317, 1506, 398]
article-paragraph: ਬੇਸ਼ੱਕ ਇਸ ਬਿਰਤਾਂਤ ਨੂੰ ਸਾਢੇ ਤਿੰਨ ਦਹਾਕੇ ਬੀਤ ਚੁੱਕੇ ਹਨ, ਪ੍ਰੰਤੂ ਅੱਜ 21 ਅਗਸਤ 1989 ਵਾਲੇ ਦਿਨ, ਭਾਈ ਮਹਿਲ ਸਿੰਘ ਬੱਬਰ ਦੀ ਧਰਮ ਸੁਪਤਨੀ ਬੀਬੀ ਗੁਰਮੀਤ ਕੌਰ ਅਤੇ ਸ਼ਹੀਦ ਭਾਈ ਕੁਲਵੰਤ ਸਿੰਘ ਨਾਗੋਕੇ ਦੀ ਧਰਮ ਸੁਪਤਨੀ ਬੀਬੀ ਗੁਰਦੇਵ ਕੌਰ ਨੂੰ ਗਿਰਫਤਾਰ ਕਰਕੇ ਅੰਨਾ ਤਸ਼ਦਦ ਕੀਤਾ ਗਿਆ ਸੀ। ਪ੍ਰੰਤੂ ਅੱਜ ਵੀ ਇਹ ਸਭ ਯਾਦ ਕਰਕੇ ਅੱਖਾਂ ਅੱਗੋਂ ਜ਼ਬਰ ਦੀ ਇਸ ਫਿਲਮ ਦੇ ਡਰਾਉਣੇ ਸੀਨ ਨਿਕਲਦੇ ਹਨ ਅਤੇ ਜਿੱਥੇ ਕੌਮੀਂ ਪੀੜਾ ਦਾ ਅਹਿਸਾਸ ਹੁੰਦਾ ਹੈ, ਉੱਥੇ ਆਪਣੇ ਜ਼ਖਮ ਵੀ ਉੱਚੜ ਜਾਂਦੇ ਹਨ। ਅੱਜ ਦਾ ਇਹ ਲੇਖ ਉਸ ਦਿਨ ਨਾਲ ਸਬੰਧਤ ਇੱਕ ਹੱਡਬੀਤੀ ਹੈ। ਪ੍ਰੰਤੂ ਇਸ ਨੂੰ ਲਿਖਣਾ ਨਾ ਤਾਂ ਆਪਣੀ ਵਡਿਆਈ ਕਰਨਾ ਹੈ ਅਤੇ ਨਾ ਹੀ ਇਸ ਦਾ ਕੋਈ ਲਾਹਾ ਲੈਣ ਦੀ ਮਨਸ਼ਾ ਹੈ ? ਬਸ ਉਹਨਾਂ ਦਿਨਾਂ ਦੀ ਇਸ ਯਾਦ ਨੂੰ ਇਤਿਹਾਸ ਬਣਾਉਣ ਵਾਸਤੇ ਲਿਖਣ ਦਾ ਉੱਦਮ ਕਰ ਰਿਹਾ ਹਾਂ।	[1235, 912, 1508, 1142]
bottom-left-column-body	[4, 2027, 181, 2209]
article-paragraph: ਸਿਰਸਾ ਸਾਧ ਦਾ ਪਾਲਣ ਪੋਸ਼ਣ ਕਰਨ ਵਾਂਗ ਓਹਦੀ ਸੇਵਾ	[396, 515, 646, 530]
article-paragraph: 1984 ਤੋਂ ਬਾਅਦ ਬਾਦਲਾਂ ਨੇ ਹੰਢਾਇਆ,11/12 ਸਾਲ ਦਾ ਮਸਲਾ ਨਾ ਕੌਮ ਦਾ, ਨਾ ਪੰਜਾਬ ਦਾ ਕਰਵਾਇਆ ਪਰਿਵਾਰਵਾਦ ਨੂੰ ਪਹਿਲ ਦੇ ਕੇ ਰਾਜਭਾਗ ਮਾਣਿਆ। ਕਮਾਇਆ ਤੇ ਦੂਸਰੇ ਸਾਥੀਆਂ ਨੂੰ ਸਮੈਕ ਤੇ ਸੰਥੈਟਿਕ ਡਰੱਗ ਦੇ ਹਵਾਲੇ ਕਰ ਗਏ।ਇਥੇ ਦਾਅਵੇ ਨਾਲ	[953, 466, 1221, 547]
school-photo	[8, 668, 364, 825]
page-number: 4	[1418, 6, 1512, 80]
author-photo	[1422, 1773, 1509, 1898]
article-paragraph: ਚੀਥੜੇ ਉੱਡ ਗਏ। ਇਹ ਇੱਕ ਬੜਾ ਸਧਾਰਨ ਜਿਹਾ ਬਿਰਤਾਂਤ ਹੈ, ਜੋ ਅਸੀਂ ਹੱਡੀ ਹੰਢਾਇਆ, ਪ੍ਰੰਤੂ ਗੋਬਿੰਦ ਰਾਮ ਦੇ ਜ਼ੁਲਮਾਂ ਦੀ ਫਰਿਸਤ ਬਹੁਤ ਲੰਮੀਂ ਹੈ। ਪ੍ਰੰਤੂ ਅੱਤ ਅਤੇ ਤੱਤ ਦਾ ਵੈਰ ਹੁੰਦਾ ਹੈ। ਮੌਤ ਨੂੰ ਨੇੜਿਓਂ ਦੇਖਿਆ, ਇੱਕ ਜ਼ਾਬਰ ਦਾ ਜ਼ਬਰ ਅਤੇ ਅਯਾਸ਼ੀ ਤੱਕੀ, ਪ੍ਰੰਤੂ ਪੁਲਿਸ ਵਿਚਲੇ ਚੰਗੇ ਅਫਸਰਾਂ ਨੂੰ ਵੀ ਦੇਖਿਆ, ਜਿਹਨਾਂ ਨੇ ਸਾਡੀ ਇਸ ਸਮੇਂ ਮਦਦ ਕੀਤੀ। ਗੁਰੂ ਰਾਖਾ	[660, 1574, 934, 1688]
emergency-body	[1154, 2031, 1507, 2274]
print-bar	[102, 2388, 449, 2409]
masthead	[0, 0, 1512, 84]
lead-byline-phone: 98152 67963	[1410, 731, 1505, 748]
lead-article-body	[381, 167, 1506, 705]
newspaper-logo: ਪਹਿਰੇਦਾਰ	[9, 7, 192, 65]
bottom-left-column	[4, 1956, 181, 2209]
eye-camp-photo	[8, 169, 364, 340]
article-paragraph: ਸਾਡਾ ਦਿਸਦਾ ਸਿੱਖ ਹਨ ਪਰ ਪਰਿਵਾਰਵਾਦੀ ਹੈ।ਜਦ ਰਾਜ ਮੁੜ ਮੁੜ ਆਪਣਿਆਂ ਨੂੰ, ਹਨ ਕੌਮੀ ਸੰਘਰਸ਼ੀ ਯੋਧਿਆਂ ਖੁੱਸ ਗਿਆ ਫਿਰ ਇਹਨਾਂ ਬਖਸ਼ਾਉਣ ਲਈ ਸ੍ਰੀ ਅਕਾਲ ਜਾ ਕੇ ਵੀ ਰਾਜਨੀਤੀ ਤੋਂ ਬਾਜ਼ ਪਧਾਨਗੀ ਚ ਪਾਰਟੀ ਲਗਾਤਾਰ	[953, 631, 1221, 696]
article-paragraph: 1984 ਤੋਂ ਬਾਅਦ ਬਾਦਲਾਂ ਨੇ ਹੰਢਾਇਆ,11/12 ਸਾਲ ਦਾ ਮਸਲਾ ਨਾ ਕੌਮ ਦਾ, ਨਾ ਪੰਜਾਬ ਦਾ ਕਰਵਾਇਆ ਪਰਿਵਾਰਵਾਦ ਨੂੰ ਪਹਿਲ ਦੇ ਕੇ ਰਾਜਭਾਗ ਮਾਣਿਆ। ਕਮਾਇਆ ਤੇ ਦੂਸਰੇ ਸਾਥੀਆਂ ਨੂੰ ਸਮੈਕ ਤੇ ਸੰਥੈਟਿਕ ਡਰੱਗ ਦੇ ਹਵਾਲੇ ਕਰ ਗਏ।ਇਥੇ ਦਾਅਵੇ ਨਾਲ	[667, 598, 935, 679]
article-paragraph: ਮੋਗਾ,22 ਅਗਸਤ (ਰਾਜਿੰਦਰ ਸਿੰਘ ਕੋਟਲਾ)- ਸਰਬੱਤ ਦਾ ਭਲਾ ਚੈਰੀਟੇਬਲ ਟਰੱਸਟ ਦੀ ਮੋਗਾ ਇਕਾਈ ਵੱਲੋਂ ਜ਼ਿਲ੍ਹਾ ਰੂਰਲ ਐਨਜੀਓ ਕਲੱਬਜ ਐਸੋਸੀਏਸ਼ਨ ਮੋਗਾ ਦੇ ਸਹਿਯੋਗ ਨਾਲ ਰਾਮੂੰਵਾਲਾ ਵਿਖੇ ਲਗਾਏ ਗਏ ਅੱਖਾਂ ਦੇ ਮੁਫਤ ਚੈਕਅਪ ਕੈਂਪ ਵਿੱਚ ਤਕਰੀਬਨ 610 ਮਰੀਜਾ ਦਾ ਚੈੱਕਅਪ ਹੋਇਆ। ਜਰੂਰਤਮੰਦ ਮਰੀਜਾ ਨੂੰ ਮੁੱਫਤ ਦਵਾਈਆਂ ਦਿੱਤੀਆਂ ਗਈਆਂ। ਤਕਰੀਬਨ 315 ਜਰੂਰਤ ਮੰਦ ਮਰੀਜਾਂ ਨੂੰ ਮੁਫਤ ਐਨਕਾਂ ਦਿੱਤੀਆਂ ਗਈਆਂ ਅਤੇ ਇਨ੍ਹਾਂ ਵਿਚੋਂ 40 ਮਰੀਜਾਂ ਦਾ ਮੁੱਫਤ ਅੱਪ੍ਰੇਸ਼ਨ ਕੀਤਾ ਜਾ ਰਿਹਾ ਹੈ। ਸ਼ੰਕਰਾ ਆਈ ਹਸਪਤਾਲ ਲੁਧਿਆਣਾ ਦੇ ਮਾਹਿਰ ਡਾਕਟਰ ਮੋਨਿਕਾ ਸਿੰਘ, ਕੈਂਪ ਇੰਚਾਰਜ ਹਰਕੋਮਲਜੀਤ ਸਿੰਘ ਦੀ ਟੀਮ ਗੁਰਪ੍ਰੀਤ ਸਿੰਘ, ਅਦਰਸ, ਰਿਸੀਕਾ, ਦਿਲਰਾਜ ਵੱਲੋਂ ਮਰੀਜਾਂ ਦੀਆਂ ਅੱਖਾਂ ਦਾ ਚੈੱਕਅਪ ਕੀਤਾ ਗਿਆ। ਇਸ ਵਿਸ਼ਾਲ ਅੱਖਾਂ ਦੇ ਕੈਂਪ ਦਾ ਉਦਘਾਟਨ ਸਰਬੱਤ ਦਾ ਭਲਾ ਚੈਰੀਟੇਬਲ ਟਰੱਸਟ ਦੀ ਮੋਗਾ ਇਕਾਈ ਵੱਲੋਂ ਪ੍ਰਧਾਨ ਸ੍ਰੀ ਗੋਲਕਚੰਦ ਬੁੱਘੀਪੁਰਾ, ਚੇਅਰਮੈਨ ਹਰਜਿੰਦਰ ਸਿੰਘ ਚੁਗਾਵਾ, ਪ੍ਰੈਸ ਸਕੱਤਰ ਭਵਨਦੀਪ ਸਿੰਘ ਪੁਰਬਾ (ਮੁੱਖ ਸੰਪਾਦਕ 'ਮਹਿਕ ਵਤਨ ਦੀ ਲਾਈਵ' ਬਿਓਰੋ), ਟਰੱਸਟੀ ਸ. ਗੁਰਸੇਵਕ ਸਿੰਘ ਸੰਨਿਆਸੀ ਅਤੇ ਜੱਥੇਦਾਰ ਰਾਮ ਸਿੰਘ ਨੇ ਮੁੱਖ ਮਹਿਮਾਨ ਵਜੋਂ ਰੀਬਨ ਕੱਟ ਕੇ ਕੀਤਾ। ਟਰੱਸਟੀ ਸ. ਕੁਲਵਿੰਦਰ ਸਿੰਘ	[8, 348, 364, 596]
jakhu-side-text: ਫਗਵਾੜਾ 22 ਅ ਗ ਸ ਤ (ਬੀ.ਕੇ.ਰੱਤੂ) ਜੱਖੂ ਹਸਪਤਾਲ ਸਤਨਾਮਪੁਰਾ ਫਗਵਾੜਾ ਵਲੋਂ ਜੂਨ ਅਤੇ ਨਵੰਬਰ 1984 ਦੇ ਸਿੱਖ ਸ਼ਹੀਦਾਂ ਅਤੇ ਇੰਟਰਨੈਸ਼ਨਲ ਵੇਟ ਤੇ ਪਾਵਰ	[8, 1097, 364, 1312]
article-paragraph: 1990/95 ਚ ਵੀ ਸਨ ਪਰ ਉਹਨਾਂ ਅਣਖੀ ਯੋਧਿਆਂ ਦਾ ਭੈਅ ਹੋਣ ਕਾਰਨ ਪੰਜਾਬ ਚ ਵਿਕਦੇ ਨਹੀਂ ਸਨ ਜਿਵੇਂ ਅੱਜ ਵਿਕਦੇ ਹਨ।ਰੇਤੇ ਦੀ ਬਲੈਕ ਪੰਜਾਬ ਚ ਹੋਵੇਗੀ ਕਦੀ ਸੁਪਨੇ ਚ ਵੀ ਨਹੀਂ ਸੋਚਿਆ ਸੀ ਲੱਖ ਕੇ ਹੋਈ ਤੇ ਜਾਰੀ ਹੈ।	[953, 168, 1221, 233]
article-paragraph: ਬੇਸ਼ੱਕ ਇਸ ਬਿਰਤਾਂਤ ਨੂੰ ਸਾਢੇ ਤਿੰਨ ਦਹਾਕੇ ਬੀਤ ਚੁੱਕੇ ਹਨ, ਪ੍ਰੰਤੂ ਅੱਜ 21 ਅਗਸਤ 1989 ਵਾਲੇ ਦਿਨ, ਭਾਈ ਮਹਿਲ ਸਿੰਘ ਬੱਬਰ ਦੀ ਧਰਮ ਸੁਪਤਨੀ ਬੀਬੀ ਗੁਰਮੀਤ ਕੌਰ ਅਤੇ ਸ਼ਹੀਦ ਭਾਈ ਕੁਲਵੰਤ ਸਿੰਘ ਨਾਗੋਕੇ ਦੀ ਧਰਮ ਸੁਪਤਨੀ ਬੀਬੀ ਗੁਰਦੇਵ ਕੌਰ ਨੂੰ ਗਿਰਫਤਾਰ ਕਰਕੇ ਅੰਨਾ ਤਸ਼ਦਦ ਕੀਤਾ ਗਿਆ ਸੀ। ਪ੍ਰੰਤੂ ਅੱਜ ਵੀ ਇਹ ਸਭ ਯਾਦ ਕਰਕੇ ਅੱਖਾਂ ਅੱਗੋਂ ਜ਼ਬਰ ਦੀ ਇਸ ਫਿਲਮ ਦੇ ਡਰਾਉਣੇ ਸੀਨ ਨਿਕਲਦੇ ਹਨ ਅਤੇ ਜਿੱਥੇ ਕੌਮੀਂ ਪੀੜਾ ਦਾ ਅਹਿਸਾਸ ਹੁੰਦਾ ਹੈ, ਉੱਥੇ ਆਪਣੇ ਜ਼ਖਮ ਵੀ ਉੱਚੜ ਜਾਂਦੇ ਹਨ। ਅੱਜ ਦਾ ਇਹ ਲੇਖ ਉਸ ਦਿਨ ਨਾਲ ਸਬੰਧਤ ਇੱਕ ਹੱਡਬੀਤੀ ਹੈ। ਪ੍ਰੰਤੂ ਇਸ ਨੂੰ ਲਿਖਣਾ ਨਾ ਤਾਂ ਆਪਣੀ ਵਡਿਆਈ ਕਰਨਾ ਹੈ ਅਤੇ ਨਾ ਹੀ ਇਸ ਦਾ ਕੋਈ ਲਾਹਾ ਲੈਣ ਦੀ ਮਨਸ਼ਾ ਹੈ ? ਬਸ ਉਹਨਾਂ ਦਿਨਾਂ ਦੀ ਇਸ ਯਾਦ ਨੂੰ ਇਤਿਹਾਸ ਬਣਾਉਣ ਵਾਸਤੇ ਲਿਖਣ ਦਾ ਉੱਦਮ ਕਰ ਰਿਹਾ ਹਾਂ।	[948, 1127, 1221, 1357]
jakhu-headline: ਜੱਖੂ ਹਸਪਤਾਲ ਵਲੋਂ ਵਿਸ਼ਾਲ ਮੈਗਾ ਫ੍ਰੀ ਮੈਡੀਕਲ ਚੈੱਕਅਪ ਕੈਂਪ 25 ਨੂੰ ਲਗਾਇਆ ਜਾਵੇਗਾ - ਡਾ.ਹਰਜਿੰਦਰ ਜੱਖੂ / ਡਾ.ਅਵਨੀਤ ਕੌਰ ਜੱਖੂ	[20, 963, 351, 1065]
lead-byline-name: - ਤੇਜਵੰਤ ਸਿੰਘ ਭੰਡਾਲ	[1394, 711, 1505, 727]
article-paragraph: ਸਾਡਾ ਦਿਸਦਾ ਸਿੱਖ ਹਨ ਪਰ ਪਰਿਵਾਰਵਾਦੀ ਹੈ।ਜਦ ਰਾਜ ਮੁੜ ਮੁੜ ਆਪਣਿਆਂ ਨੂੰ, ਹਨ ਕੌਮੀ ਸੰਘਰਸ਼ੀ ਯੋਧਿਆਂ ਖੁੱਸ ਗਿਆ ਫਿਰ ਇਹਨਾਂ ਬਖਸ਼ਾਉਣ ਲਈ ਸ੍ਰੀ ਅਕਾਲ ਜਾ ਕੇ ਵੀ ਰਾਜਨੀਤੀ ਤੋਂ ਬਾਜ਼ ਪਧਾਨਗੀ ਚ ਪਾਰਟੀ ਲਗਾਤਾਰ	[953, 251, 1221, 315]
bottom-subhead: ਦੋਸ਼ੀਆਂ ਨੇ ਸ਼ਿਵਲਿੰਗ ਖੰਡਿਤ ਕਰਕੇ ਮੂਰਤੀਆਂ ਤੋਂ ਸੋਨੇ,ਚਾਂਦੀ ਦੇ ਗਹਿਣੇ ਚੋਰੀ ਕੀਤੇ ਸਨ	[5, 1958, 180, 2021]
bottom-headline: ਖੰਨਾ ਸ਼ਿਵਪੁਰੀ ਮੰਦਰ 'ਚ ਲੱਖਾਂ ਦੀ ਚੋਰੀ ਤੇ ਬੇਅਦਬੀ ਕਰਨ ਵਾਲੇ ਅੰਤਰਰਾਜੀ ਗਿਰੋਹ ਦੇ 4 ਮੈਂਬਰਾਂ ਨੂੰ ਪੁਲਿਸ ਨੇ ਕੀਤਾ ਕਾਬੂ ,ਇੱਕ ਫਰਾਰ	[17, 1912, 1129, 1942]
article-paragraph: 1984 ਤੋਂ ਬਾਅਦ ਬਾਦਲਾਂ ਨੇ ਹੰਢਾਇਆ,11/12 ਸਾਲ ਦਾ ਮਸਲਾ ਨਾ ਕੌਮ ਦਾ, ਨਾ ਪੰਜਾਬ ਦਾ ਕਰਵਾਇਆ ਪਰਿਵਾਰਵਾਦ ਨੂੰ ਪਹਿਲ ਦੇ ਕੇ ਰਾਜਭਾਗ ਮਾਣਿਆ। ਕਮਾਇਆ ਤੇ ਦੂਸਰੇ ਸਾਥੀਆਂ ਨੂੰ ਸਮੈਕ ਤੇ ਸੰਥੈਟਿਕ ਡਰੱਗ ਦੇ ਹਵਾਲੇ ਕਰ ਗਏ।ਇਥੇ ਦਾਅਵੇ ਨਾਲ	[381, 366, 650, 447]
emergency-subhead: ਭਾਰਤ ਸਰਕਾਰ ਇਸ ਫਿਲਮ ਤੇ ਲਗਾਵੇ ਰੋਕ	[1240, 2012, 1421, 2026]
article-paragraph: ਬੇਸ਼ੱਕ ਇਸ ਬਿਰਤਾਂਤ ਨੂੰ ਸਾਢੇ ਤਿੰਨ ਦਹਾਕੇ ਬੀਤ ਚੁੱਕੇ ਹਨ, ਪ੍ਰੰਤੂ ਅੱਜ 21 ਅਗਸਤ 1989 ਵਾਲੇ ਦਿਨ, ਭਾਈ ਮਹਿਲ ਸਿੰਘ ਬੱਬਰ ਦੀ ਧਰਮ ਸੁਪਤਨੀ ਬੀਬੀ ਗੁਰਮੀਤ ਕੌਰ ਅਤੇ ਸ਼ਹੀਦ ਭਾਈ ਕੁਲਵੰਤ ਸਿੰਘ ਨਾਗੋਕੇ ਦੀ ਧਰਮ ਸੁਪਤਨੀ ਬੀਬੀ ਗੁਰਦੇਵ ਕੌਰ ਨੂੰ ਗਿਰਫਤਾਰ ਕਰਕੇ ਅੰਨਾ ਤਸ਼ਦਦ ਕੀਤਾ ਗਿਆ ਸੀ। ਪ੍ਰੰਤੂ ਅੱਜ ਵੀ ਇਹ ਸਭ ਯਾਦ ਕਰਕੇ ਅੱਖਾਂ ਅੱਗੋਂ ਜ਼ਬਰ ਦੀ ਇਸ ਫਿਲਮ ਦੇ ਡਰਾਉਣੇ ਸੀਨ ਨਿਕਲਦੇ ਹਨ ਅਤੇ ਜਿੱਥੇ ਕੌਮੀਂ ਪੀੜਾ ਦਾ ਅਹਿਸਾਸ ਹੁੰਦਾ ਹੈ, ਉੱਥੇ ਆਪਣੇ ਜ਼ਖਮ ਵੀ ਉੱਚੜ ਜਾਂਦੇ ਹਨ। ਅੱਜ ਦਾ ਇਹ ਲੇਖ ਉਸ ਦਿਨ ਨਾਲ ਸਬੰਧਤ ਇੱਕ ਹੱਡਬੀਤੀ ਹੈ। ਪ੍ਰੰਤੂ ਇਸ ਨੂੰ ਲਿਖਣਾ ਨਾ ਤਾਂ ਆਪਣੀ ਵਡਿਆਈ ਕਰਨਾ ਹੈ ਅਤੇ ਨਾ ਹੀ ਇਸ ਦਾ ਕੋਈ ਲਾਹਾ ਲੈਣ ਦੀ ਮਨਸ਼ਾ ਹੈ ? ਬਸ ਉਹਨਾਂ ਦਿਨਾਂ ਦੀ ਇਸ ਯਾਦ ਨੂੰ ਇਤਿਹਾਸ ਬਣਾਉਣ ਵਾਸਤੇ ਲਿਖਣ ਦਾ ਉੱਦਮ ਕਰ ਰਿਹਾ ਹਾਂ।	[948, 1475, 1221, 1705]
registration-mark	[465, 2388, 535, 2410]
article-paragraph: ਚੀਥੜੇ ਉੱਡ ਗਏ। ਇਹ ਇੱਕ ਬੜਾ ਸਧਾਰਨ ਜਿਹਾ ਬਿਰਤਾਂਤ ਹੈ, ਜੋ ਅਸੀਂ ਹੱਡੀ ਹੰਢਾਇਆ, ਪ੍ਰੰਤੂ ਗੋਬਿੰਦ ਰਾਮ ਦੇ ਜ਼ੁਲਮਾਂ ਦੀ ਫਰਿਸਤ ਬਹੁਤ ਲੰਮੀਂ ਹੈ। ਪ੍ਰੰਤੂ ਅੱਤ ਅਤੇ ਤੱਤ ਦਾ ਵੈਰ ਹੁੰਦਾ ਹੈ। ਮੌਤ ਨੂੰ ਨੇੜਿਓਂ ਦੇਖਿਆ, ਇੱਕ ਜ਼ਾਬਰ ਦਾ ਜ਼ਬਰ ਅਤੇ ਅਯਾਸ਼ੀ ਤੱਕੀ, ਪ੍ਰੰਤੂ ਪੁਲਿਸ ਵਿਚਲੇ ਚੰਗੇ ਅਫਸਰਾਂ ਨੂੰ ਵੀ ਦੇਖਿਆ, ਜਿਹਨਾਂ ਨੇ ਸਾਡੀ ਇਸ ਸਮੇਂ ਮਦਦ ਕੀਤੀ। ਗੁਰੂ ਰਾਖਾ	[948, 1011, 1221, 1126]
article-paragraph: ਖੰਨਾ 22 ਅਗਸਤ ( ਜੋਗਿੰਦਰ ਸਿੰਘ ਆਜ਼ਾਦ ,ਤਰਸੇਮ ਸਿੰਘ ਗਿੱਲ )- ਖੰਨਾ ਦੇ ਪ੍ਰਾਚੀਨ ਸ਼ਿਵਪੁਰੀ ਮੰਦਰ ਵਿੱਚ ਲੱਖਾਂ ਦੀ ਚੋਰੀ ਤੇ ਸ਼ਿਵਲਿੰਗ ਖੰਡਿਤ (ਬੇਅਦਬੀ ) ਕਰਨ ਵਾਲੇ ਦੋਸ਼ੀਆਂ ਨੂੰ ਪੁਲਿਸ ਦੀਆਂ ਅਲੱਗ ਅਲੱਗ ਟੀਮਾਂ ਨੇ ਸੀਸੀਟੀਵੀ ਫੁਟੇਜ ਦੇ ਅਧਾਰ ਤੇ ਯੂ .ਪੀ ਅਤੇ ਉਤਰਾਖੰਡ, ਦਿੱਲੀ ਅਤੇ ਚੰਡੀਗੜ੍ਹ ਦੇ ਕਈ ਠਿਕਾਣਿਆਂ ਤੇ ਛਾਪੇਮਾਰੀ ਕਰਕੇ ਗ੍ਰਿਫਤਾਰ ਕੀਤਾ ਹੈ। ਅੱਜ ਪੁਲਿਸ	[4, 2028, 181, 2208]
article-paragraph: ਸਿਰਸਾ ਸਾਧ ਦਾ ਪਾਲਣ ਪੋਸ਼ਣ ਕਰਨ ਵਾਂਗ ਓਹਦੀ ਸੇਵਾ	[681, 366, 932, 381]
opinion-box-title: ਵਿਚਾਰ ਆਪੋ ਆਪਣੇ	[381, 321, 650, 360]
article-paragraph: ਚੀਥੜੇ ਉੱਡ ਗਏ। ਇਹ ਇੱਕ ਬੜਾ ਸਧਾਰਨ ਜਿਹਾ ਬਿਰਤਾਂਤ ਹੈ, ਜੋ ਅਸੀਂ ਹੱਡੀ ਹੰਢਾਇਆ, ਪ੍ਰੰਤੂ ਗੋਬਿੰਦ ਰਾਮ ਦੇ ਜ਼ੁਲਮਾਂ ਦੀ ਫਰਿਸਤ ਬਹੁਤ ਲੰਮੀਂ ਹੈ। ਪ੍ਰੰਤੂ ਅੱਤ ਅਤੇ ਤੱਤ ਦਾ ਵੈਰ ਹੁੰਦਾ ਹੈ। ਮੌਤ ਨੂੰ ਨੇੜਿਓਂ ਦੇਖਿਆ, ਇੱਕ ਜ਼ਾਬਰ ਦਾ ਜ਼ਬਰ ਅਤੇ ਅਯਾਸ਼ੀ ਤੱਕੀ, ਪ੍ਰੰਤੂ ਪੁਲਿਸ ਵਿਚਲੇ ਚੰਗੇ ਅਫਸਰਾਂ ਨੂੰ ਵੀ ਦੇਖਿਆ, ਜਿਹਨਾਂ ਨੇ ਸਾਡੀ ਇਸ ਸਮੇਂ ਮਦਦ ਕੀਤੀ। ਗੁਰੂ ਰਾਖਾ	[373, 1077, 647, 1192]
article-paragraph: ਕੋਸ਼ਿਸ਼ਾਂ ਤੋਂ ਬੇਕਦਰ ਅਤੇ ਹਰਕਤਾਂ ਸਿੱਖਾਂ ਨੂੰ ਚੋਰ ਕਰਦੇ ਹੋਏ ਨਾ-ਮਾਲੂਮ ਚੋਰੀ ਵਿਅਕਤੀਆਂ ਵੱਲੋਂ ਟੁਟੇਲੇ ਹਾਸਲ ਕੀਤੀਆਂ ਗਈਆਂ ਅਤੇ ਸ਼ਿਵਲਿੰਗ ਨੂੰ ਖੰਡਿਤ ਕੀਤਾ ਗਿਆ।	[629, 2040, 793, 2121]
article-paragraph: ਸ਼੍ਰੋਮਣੀ ਅਕਾਲੀ ਦਲ ਸਿੱਖਾਂ ਦੀ ਨੁਮਾਇੰਦਾ ਸਿਆਸੀ ਧਿਰ ਵਜੋਂ ਹੋਂਦ ਚ ਲਿਆਂਦਾ ਸੀ ਸਮੇਂ ਦੀ ਲੀਡਰਸ਼ਿਪ ਨੇ।ਪੰਜਾਬ ਚ ਵਸਦਾ ਹਰ ਪੰਜਾਬੀ ਇਸ ਨੂੰ ਮਾਂ ਪਾਰਟੀ ਦਾ ਰੁਤਬਾ ਦਿੰਦਾ ਰਿਹਾ ਪਰ ਜਦੋਂ ਤੋਂ ਸਰਮਾਏਦਾਰ ਘਰਾਣਿਆਂ ਦਾ ਕਬਜਾ ਹੋਇਆ ਤਾਂ ਟਕਸਾਲੀ ਅਕਾਲੀ ਵਰਕਰਾਂ ਨੂੰ ਅੱਖੋਂ ਪਰੋਖੇ ਕਰਕੇ ਮਾਇਆ ਦੀ ਤੱਕੜੀ ਚ ਤੋਲ ਕੇ ਲੀਡਰ ਬਣਾਏ ਜਾਣ ਲੱਗੇ ਤਾਂ ਅਕਾਲੀ ਦਲ ਚੋ ਪੰਥ ਵਸੇ ਮੈਂ ਉਜੜਾਂ ਮਨ ਚਾਓ ਘਨੇਰਾ ਵਾਲੀ ਸਿਧਾਂਤਕ ਸੋਚ ਨੂੰ ਮਨਫੀ ਕਰਨਾ ਸ਼ੁਰੂ ਹੋ ਗਿਆ । ਪਰਕਾਸ਼ ਬਾਦਲ ਜਿਸ ਨੂੰ ਆਮ ਅਕਾਲੀ	[381, 168, 650, 315]
tagline: A Leading Punjabi Daily	[181, 9, 277, 20]
print-bar	[575, 2388, 942, 2409]
emergency-story-box	[1149, 1903, 1512, 2349]
